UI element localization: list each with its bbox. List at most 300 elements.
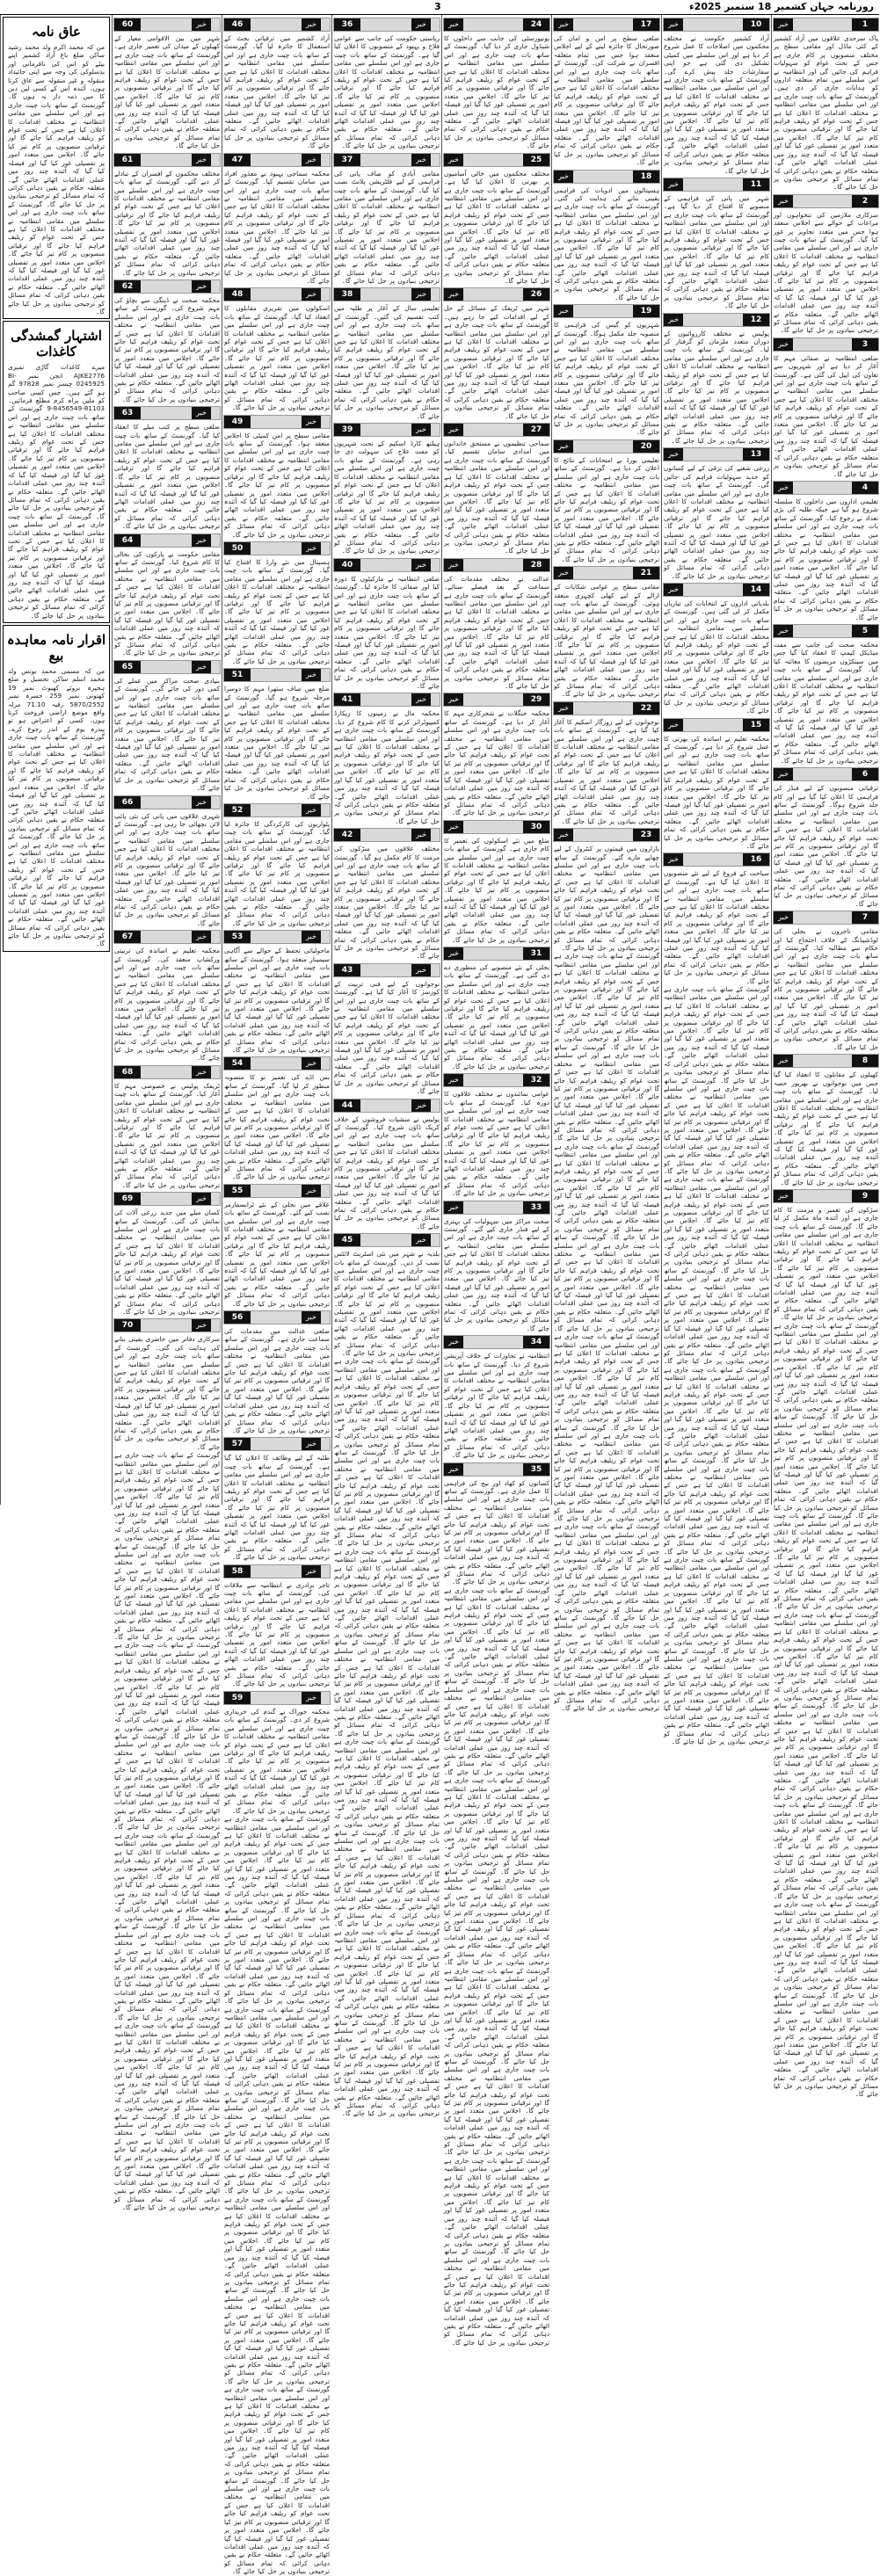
news-item-header bbox=[443, 1201, 550, 1215]
news-item-text: مقامی سطح پر عوامی شکایات کے ازالے کے لیے کھلی کچہری منعقد ہوئی۔ گورنمنٹ کے ساتھ بات چیت جاری ہے اور اس سلسلے میں مقامی انتظامیہ نے مختلف اقدامات کا اعلان کیا ہے جس کے تحت عوام کو ریلیف فراہم کیا جائے گا اور ترقیاتی منصوبوں پر کام تیز کیا جائے گا۔ اجلاس میں متعدد امور پر تفصیلی غور کیا گیا اور فیصلہ کیا گیا کہ آئندہ چند روز میں عملی اقدامات اٹھائے جائیں گے۔ متعلقہ حکام نے یقین دہانی کرائی کہ تمام مسائل کو ترجیحی بنیادوں پر حل کیا جائے گا۔ bbox=[554, 583, 659, 699]
news-label: خبر bbox=[554, 171, 573, 183]
news-item-header bbox=[773, 481, 879, 495]
news-item-header bbox=[773, 624, 879, 638]
news-item-text: محکمہ سماجی بہبود نے معذور افراد میں سامان تقسیم کیا۔ گورنمنٹ کے ساتھ بات چیت جاری ہے اور اس سلسلے میں مقامی انتظامیہ نے مختلف اقدامات کا اعلان کیا ہے جس کے تحت عوام کو ریلیف فراہم کیا جائے گا اور ترقیاتی منصوبوں پر کام تیز کیا جائے گا۔ اجلاس میں متعدد امور پر تفصیلی غور کیا گیا اور فیصلہ کیا گیا کہ آئندہ چند روز میں عملی اقدامات اٹھائے جائیں گے۔ متعلقہ حکام نے یقین دہانی کرائی کہ تمام مسائل کو ترجیحی بنیادوں پر حل کیا جائے گا۔ bbox=[224, 169, 330, 285]
news-item-number: 56 bbox=[224, 1311, 251, 1324]
news-item-header bbox=[553, 439, 660, 454]
page-number: 3 bbox=[434, 1, 441, 12]
news-item-text: مقامی سطح پر امن کمیٹی کا اجلاس منعقد ہوا۔ گورنمنٹ کے ساتھ بات چیت جاری ہے اور اس سلسلے میں مقامی انتظامیہ نے مختلف اقدامات کا اعلان کیا ہے جس کے تحت عوام کو ریلیف فراہم کیا جائے گا اور ترقیاتی منصوبوں پر کام تیز کیا جائے گا۔ اجلاس میں متعدد امور پر تفصیلی غور کیا گیا اور فیصلہ کیا گیا کہ آئندہ چند روز میں عملی اقدامات اٹھائے جائیں گے۔ متعلقہ حکام نے یقین دہانی کرائی کہ تمام مسائل کو ترجیحی بنیادوں پر حل کیا جائے گا۔ bbox=[224, 431, 330, 539]
classified-notice bbox=[3, 321, 110, 623]
news-label: خبر bbox=[411, 829, 431, 841]
news-item-text: ضلعی انتظامیہ نے صفائی مہم کا آغاز کر دیا ہے اور شہریوں سے تعاون کی اپیل کی گئی ہے۔ گورنمنٹ کے ساتھ بات چیت جاری ہے اور اس سلسلے میں مقامی انتظامیہ نے مختلف اقدامات کا اعلان کیا ہے جس کے تحت عوام کو ریلیف فراہم کیا جائے گا اور ترقیاتی منصوبوں پر کام تیز کیا جائے گا۔ اجلاس میں متعدد امور پر تفصیلی غور کیا گیا اور فیصلہ کیا گیا کہ آئندہ چند روز میں عملی اقدامات اٹھائے جائیں گے۔ متعلقہ حکام نے یقین دہانی کرائی کہ تمام مسائل کو ترجیحی بنیادوں پر حل کیا جائے گا۔ bbox=[774, 353, 878, 478]
news-label: خبر bbox=[411, 288, 431, 301]
news-column-continuation: گورنمنٹ کے ساتھ بات چیت جاری ہے اور اس سلسلے میں مقامی انتظامیہ نے مختلف اقدامات کا اعلان کیا ہے جس کے تحت عوام کو ریلیف فراہم کیا جائے گا اور ترقیاتی منصوبوں پر کام تیز کیا جائے گا۔ اجلاس میں متعدد امور پر تفصیلی غور کیا گیا اور فیصلہ کیا گیا کہ آئندہ چند روز میں عملی اقدامات اٹھائے جائیں گے۔ متعلقہ حکام نے یقین دہانی کرائی کہ تمام مسائل کو ترجیحی بنیادوں پر حل کیا جائے گا۔ گورنمنٹ کے ساتھ بات چیت جاری ہے اور اس سلسلے میں مقامی انتظامیہ نے مختلف اقدامات کا اعلان کیا ہے جس کے تحت عوام کو ریلیف فراہم کیا جائے گا اور ترقیاتی منصوبوں پر کام تیز کیا جائے گا۔ اجلاس میں متعدد امور پر تفصیلی غور کیا گیا اور فیصلہ کیا گیا کہ آئندہ چند روز میں عملی اقدامات اٹھائے جائیں گے۔ متعلقہ حکام نے یقین دہانی کرائی کہ تمام مسائل کو ترجیحی بنیادوں پر حل کیا جائے گا۔ گورنمنٹ کے ساتھ بات چیت جاری ہے اور اس سلسلے میں مقامی انتظامیہ نے مختلف اقدامات کا اعلان کیا ہے جس کے تحت عوام کو ریلیف فراہم کیا جائے گا اور ترقیاتی منصوبوں پر کام تیز کیا جائے گا۔ اجلاس میں متعدد امور پر تفصیلی غور کیا گیا اور فیصلہ کیا گیا کہ آئندہ چند روز میں عملی اقدامات اٹھائے جائیں گے۔ متعلقہ حکام نے یقین دہانی کرائی کہ تمام مسائل کو ترجیحی بنیادوں پر حل کیا جائے گا۔ گورنمنٹ کے ساتھ بات چیت جاری ہے اور اس سلسلے میں مقامی انتظامیہ نے مختلف اقدامات کا اعلان کیا ہے جس کے تحت عوام کو ریلیف فراہم کیا جائے گا اور ترقیاتی منصوبوں پر کام تیز کیا جائے گا۔ اجلاس میں متعدد امور پر تفصیلی غور کیا گیا اور فیصلہ کیا گیا کہ آئندہ چند روز میں عملی اقدامات اٹھائے جائیں گے۔ متعلقہ حکام نے یقین دہانی کرائی کہ تمام مسائل کو ترجیحی بنیادوں پر حل کیا جائے گا۔ گورنمنٹ کے ساتھ بات چیت جاری ہے اور اس سلسلے میں مقامی انتظامیہ نے مختلف اقدامات کا اعلان کیا ہے جس کے تحت عوام کو ریلیف فراہم کیا جائے گا اور ترقیاتی منصوبوں پر کام تیز کیا جائے گا۔ اجلاس میں متعدد امور پر تفصیلی غور کیا گیا اور فیصلہ کیا گیا کہ آئندہ چند روز میں عملی اقدامات اٹھائے جائیں گے۔ متعلقہ حکام نے یقین دہانی کرائی کہ تمام مسائل کو ترجیحی بنیادوں پر حل کیا جائے گا۔ گورنمنٹ کے ساتھ بات چیت جاری ہے اور اس سلسلے میں مقامی انتظامیہ نے مختلف اقدامات کا اعلان کیا ہے جس کے تحت عوام کو ریلیف فراہم کیا جائے گا اور ترقیاتی منصوبوں پر کام تیز کیا جائے گا۔ اجلاس میں متعدد امور پر تفصیلی غور کیا گیا اور فیصلہ کیا گیا کہ آئندہ چند روز میں عملی اقدامات اٹھائے جائیں گے۔ متعلقہ حکام نے یقین دہانی کرائی کہ تمام مسائل کو ترجیحی بنیادوں پر حل کیا جائے گا۔ گورنمنٹ کے ساتھ بات چیت جاری ہے اور اس سلسلے میں مقامی انتظامیہ نے مختلف اقدامات کا اعلان کیا ہے جس کے تحت عوام کو ریلیف فراہم کیا جائے گا اور ترقیاتی منصوبوں پر کام تیز کیا جائے گا۔ اجلاس میں متعدد امور پر تفصیلی غور کیا گیا اور فیصلہ کیا گیا کہ آئندہ چند روز میں عملی اقدامات اٹھائے جائیں گے۔ متعلقہ حکام نے یقین دہانی کرائی کہ تمام مسائل کو ترجیحی بنیادوں پر حل کیا جائے گا۔ گورنمنٹ کے ساتھ بات چیت جاری ہے اور اس سلسلے میں مقامی انتظامیہ نے مختلف اقدامات کا اعلان کیا ہے جس کے تحت عوام کو ریلیف فراہم کیا جائے گا اور ترقیاتی منصوبوں پر کام تیز کیا جائے گا۔ اجلاس میں متعدد امور پر تفصیلی غور کیا گیا اور فیصلہ کیا گیا کہ آئندہ چند روز میں عملی اقدامات اٹھائے جائیں گے۔ متعلقہ حکام نے یقین دہانی کرائی کہ تمام مسائل کو ترجیحی بنیادوں پر حل کیا جائے گا۔ bbox=[444, 1586, 549, 2347]
news-item-number: 18 bbox=[633, 171, 659, 183]
classified-notice bbox=[3, 17, 110, 319]
news-label: خبر bbox=[664, 853, 683, 866]
news-item-text: مختلف علاقوں میں سڑکوں کی مرمت کا کام مکمل ہو گیا۔ گورنمنٹ کے ساتھ بات چیت جاری ہے اور اس سلسلے میں مقامی انتظامیہ نے مختلف اقدامات کا اعلان کیا ہے جس کے تحت عوام کو ریلیف فراہم کیا جائے گا اور ترقیاتی منصوبوں پر کام تیز کیا جائے گا۔ اجلاس میں متعدد امور پر تفصیلی غور کیا گیا اور فیصلہ کیا گیا کہ آئندہ چند روز میں عملی اقدامات اٹھائے جائیں گے۔ متعلقہ حکام نے یقین دہانی کرائی کہ تمام مسائل کو ترجیحی بنیادوں پر حل کیا جائے گا۔ bbox=[334, 845, 440, 961]
news-item-text: ترقیاتی منصوبوں کے لیے فنڈز کی فراہمی کا اعلان کیا گیا ہے اور کام جلد شروع ہوگا۔ گورنمنٹ کے ساتھ بات چیت جاری ہے اور اس سلسلے میں مقامی انتظامیہ نے مختلف اقدامات کا اعلان کیا ہے جس کے تحت عوام کو ریلیف فراہم کیا جائے گا اور ترقیاتی منصوبوں پر کام تیز کیا جائے گا۔ اجلاس میں متعدد امور پر تفصیلی غور کیا گیا اور فیصلہ کیا گیا کہ آئندہ چند روز میں عملی اقدامات اٹھائے جائیں گے۔ متعلقہ حکام نے یقین دہانی کرائی کہ تمام مسائل کو ترجیحی بنیادوں پر حل کیا جائے گا۔ bbox=[774, 784, 878, 908]
news-item-number: 34 bbox=[523, 1336, 549, 1348]
news-column-continuation: گورنمنٹ کے ساتھ بات چیت جاری ہے اور اس سلسلے میں مقامی انتظامیہ نے مختلف اقدامات کا اعلان کیا ہے جس کے تحت عوام کو ریلیف فراہم کیا جائے گا اور ترقیاتی منصوبوں پر کام تیز کیا جائے گا۔ اجلاس میں متعدد امور پر تفصیلی غور کیا گیا اور فیصلہ کیا گیا کہ آئندہ چند روز میں عملی اقدامات اٹھائے جائیں گے۔ متعلقہ حکام نے یقین دہانی کرائی کہ تمام مسائل کو ترجیحی بنیادوں پر حل کیا جائے گا۔ گورنمنٹ کے ساتھ بات چیت جاری ہے اور اس سلسلے میں مقامی انتظامیہ نے مختلف اقدامات کا اعلان کیا ہے جس کے تحت عوام کو ریلیف فراہم کیا جائے گا اور ترقیاتی منصوبوں پر کام تیز کیا جائے گا۔ اجلاس میں متعدد امور پر تفصیلی غور کیا گیا اور فیصلہ کیا گیا کہ آئندہ چند روز میں عملی اقدامات اٹھائے جائیں گے۔ متعلقہ حکام نے یقین دہانی کرائی کہ تمام مسائل کو ترجیحی بنیادوں پر حل کیا جائے گا۔ گورنمنٹ کے ساتھ بات چیت جاری ہے اور اس سلسلے میں مقامی انتظامیہ نے مختلف اقدامات کا اعلان کیا ہے جس کے تحت عوام کو ریلیف فراہم کیا جائے گا اور ترقیاتی منصوبوں پر کام تیز کیا جائے گا۔ اجلاس میں متعدد امور پر تفصیلی غور کیا گیا اور فیصلہ کیا گیا کہ آئندہ چند روز میں عملی اقدامات اٹھائے جائیں گے۔ متعلقہ حکام نے یقین دہانی کرائی کہ تمام مسائل کو ترجیحی بنیادوں پر حل کیا جائے گا۔ گورنمنٹ کے ساتھ بات چیت جاری ہے اور اس سلسلے میں مقامی انتظامیہ نے مختلف اقدامات کا اعلان کیا ہے جس کے تحت عوام کو ریلیف فراہم کیا جائے گا اور ترقیاتی منصوبوں پر کام تیز کیا جائے گا۔ اجلاس میں متعدد امور پر تفصیلی غور کیا گیا اور فیصلہ کیا گیا کہ آئندہ چند روز میں عملی اقدامات اٹھائے جائیں گے۔ متعلقہ حکام نے یقین دہانی کرائی کہ تمام مسائل کو ترجیحی بنیادوں پر حل کیا جائے گا۔ گورنمنٹ کے ساتھ بات چیت جاری ہے اور اس سلسلے میں مقامی انتظامیہ نے مختلف اقدامات کا اعلان کیا ہے جس کے تحت عوام کو ریلیف فراہم کیا جائے گا اور ترقیاتی منصوبوں پر کام تیز کیا جائے گا۔ اجلاس میں متعدد امور پر تفصیلی غور کیا گیا اور فیصلہ کیا گیا کہ آئندہ چند روز میں عملی اقدامات اٹھائے جائیں گے۔ متعلقہ حکام نے یقین دہانی کرائی کہ تمام مسائل کو ترجیحی بنیادوں پر حل کیا جائے گا۔ گورنمنٹ کے ساتھ بات چیت جاری ہے اور اس سلسلے میں مقامی انتظامیہ نے مختلف اقدامات کا اعلان کیا ہے جس کے تحت عوام کو ریلیف فراہم کیا جائے گا اور ترقیاتی منصوبوں پر کام تیز کیا جائے گا۔ اجلاس میں متعدد امور پر تفصیلی غور کیا گیا اور فیصلہ کیا گیا کہ آئندہ چند روز میں عملی اقدامات اٹھائے جائیں گے۔ متعلقہ حکام نے یقین دہانی کرائی کہ تمام مسائل کو ترجیحی بنیادوں پر حل کیا جائے گا۔ گورنمنٹ کے ساتھ بات چیت جاری ہے اور اس سلسلے میں مقامی انتظامیہ نے مختلف اقدامات کا اعلان کیا ہے جس کے تحت عوام کو ریلیف فراہم کیا جائے گا اور ترقیاتی منصوبوں پر کام تیز کیا جائے گا۔ اجلاس میں متعدد امور پر تفصیلی غور کیا گیا اور فیصلہ کیا گیا کہ آئندہ چند روز میں عملی اقدامات اٹھائے جائیں گے۔ متعلقہ حکام نے یقین دہانی کرائی کہ تمام مسائل کو ترجیحی بنیادوں پر حل کیا جائے گا۔ گورنمنٹ کے ساتھ بات چیت جاری ہے اور اس سلسلے میں مقامی انتظامیہ نے مختلف اقدامات کا اعلان کیا ہے جس کے تحت عوام کو ریلیف فراہم کیا جائے گا اور ترقیاتی منصوبوں پر کام تیز کیا جائے گا۔ اجلاس میں متعدد امور پر تفصیلی غور کیا گیا اور فیصلہ کیا گیا کہ آئندہ چند روز میں عملی اقدامات اٹھائے جائیں گے۔ متعلقہ حکام نے یقین دہانی کرائی کہ تمام مسائل کو ترجیحی بنیادوں پر حل کیا جائے گا۔ bbox=[774, 1321, 878, 2099]
news-item-number: 69 bbox=[114, 1193, 141, 1205]
news-item-number: 13 bbox=[743, 448, 769, 461]
news-item-number: 1 bbox=[852, 18, 878, 31]
news-item-header bbox=[113, 1065, 221, 1079]
news-label: خبر bbox=[411, 18, 431, 31]
news-label: خبر bbox=[664, 584, 683, 596]
news-item-text: انتظامیہ نے تجاوزات کے خلاف آپریشن شروع کر دیا۔ گورنمنٹ کے ساتھ بات چیت جاری ہے اور اس سلسلے میں مقامی انتظامیہ نے مختلف اقدامات کا اعلان کیا ہے جس کے تحت عوام کو ریلیف فراہم کیا جائے گا اور ترقیاتی منصوبوں پر کام تیز کیا جائے گا۔ اجلاس میں متعدد امور پر تفصیلی غور کیا گیا اور فیصلہ کیا گیا کہ آئندہ چند روز میں عملی اقدامات اٹھائے جائیں گے۔ متعلقہ حکام نے یقین دہانی کرائی کہ تمام مسائل کو ترجیحی بنیادوں پر حل کیا جائے گا۔ bbox=[444, 1352, 549, 1460]
news-label: خبر bbox=[192, 661, 211, 673]
news-item-text: محکمہ مال نے زمینوں کا ریکارڈ کمپیوٹرائز کرنے کا کام شروع کر دیا۔ گورنمنٹ کے ساتھ بات چیت جاری ہے اور اس سلسلے میں مقامی انتظامیہ نے مختلف اقدامات کا اعلان کیا ہے جس کے تحت عوام کو ریلیف فراہم کیا جائے گا اور ترقیاتی منصوبوں پر کام تیز کیا جائے گا۔ اجلاس میں متعدد امور پر تفصیلی غور کیا گیا اور فیصلہ کیا گیا کہ آئندہ چند روز میں عملی اقدامات اٹھائے جائیں گے۔ متعلقہ حکام نے یقین دہانی کرائی کہ تمام مسائل کو ترجیحی بنیادوں پر حل کیا جائے گا۔ bbox=[334, 709, 440, 825]
news-item-number: 35 bbox=[523, 1463, 549, 1476]
news-item-text: محکمہ جنگلات نے شجرکاری مہم کا آغاز کر دیا ہے۔ گورنمنٹ کے ساتھ بات چیت جاری ہے اور اس سلسلے میں مقامی انتظامیہ نے مختلف اقدامات کا اعلان کیا ہے جس کے تحت عوام کو ریلیف فراہم کیا جائے گا اور ترقیاتی منصوبوں پر کام تیز کیا جائے گا۔ اجلاس میں متعدد امور پر تفصیلی غور کیا گیا اور فیصلہ کیا گیا کہ آئندہ چند روز میں عملی اقدامات اٹھائے جائیں گے۔ متعلقہ حکام نے یقین دہانی کرائی کہ تمام مسائل کو ترجیحی بنیادوں پر حل کیا جائے گا۔ bbox=[444, 709, 549, 817]
news-label: خبر bbox=[192, 534, 211, 547]
news-label: خبر bbox=[444, 947, 463, 960]
news-item-number: 3 bbox=[852, 338, 878, 351]
news-label: خبر bbox=[444, 1201, 463, 1214]
notice-title: اقرار نامہ معاہدہ بیع bbox=[6, 632, 106, 664]
news-item-header bbox=[443, 820, 550, 834]
news-item-text: سڑکوں کی تعمیر و مرمت کا کام جاری ہے اور آئندہ ماہ مکمل کر لیا جائے گا۔ گورنمنٹ کے ساتھ بات چیت جاری ہے اور اس سلسلے میں مقامی انتظامیہ نے مختلف اقدامات کا اعلان کیا ہے جس کے تحت عوام کو ریلیف فراہم کیا جائے گا اور ترقیاتی منصوبوں پر کام تیز کیا جائے گا۔ اجلاس میں متعدد امور پر تفصیلی غور کیا گیا اور فیصلہ کیا گیا کہ آئندہ چند روز میں عملی اقدامات اٹھائے جائیں گے۔ متعلقہ حکام نے یقین دہانی کرائی کہ تمام مسائل کو ترجیحی بنیادوں پر حل کیا جائے گا۔ bbox=[774, 1205, 878, 1322]
news-label: خبر bbox=[444, 1463, 463, 1476]
news-item-number: 52 bbox=[224, 804, 251, 816]
news-item-text: محکمہ صحت کی جانب سے مفت میڈیکل کیمپ کا انعقاد کیا گیا جس میں سینکڑوں مریضوں کا معائنہ کیا گیا۔ گورنمنٹ کے ساتھ بات چیت جاری ہے اور اس سلسلے میں مقامی انتظامیہ نے مختلف اقدامات کا اعلان کیا ہے جس کے تحت عوام کو ریلیف فراہم کیا جائے گا اور ترقیاتی منصوبوں پر کام تیز کیا جائے گا۔ اجلاس میں متعدد امور پر تفصیلی غور کیا گیا اور فیصلہ کیا گیا کہ آئندہ چند روز میں عملی اقدامات اٹھائے جائیں گے۔ متعلقہ حکام نے یقین دہانی کرائی کہ تمام مسائل کو ترجیحی بنیادوں پر حل کیا جائے گا۔ bbox=[774, 641, 878, 765]
news-item-header bbox=[333, 1233, 440, 1247]
news-label: خبر bbox=[302, 1057, 321, 1070]
news-column-continuation: گورنمنٹ کے ساتھ بات چیت جاری ہے اور اس سلسلے میں مقامی انتظامیہ نے مختلف اقدامات کا اعلان کیا ہے جس کے تحت عوام کو ریلیف فراہم کیا جائے گا اور ترقیاتی منصوبوں پر کام تیز کیا جائے گا۔ اجلاس میں متعدد امور پر تفصیلی غور کیا گیا اور فیصلہ کیا گیا کہ آئندہ چند روز میں عملی اقدامات اٹھائے جائیں گے۔ متعلقہ حکام نے یقین دہانی کرائی کہ تمام مسائل کو ترجیحی بنیادوں پر حل کیا جائے گا۔ گورنمنٹ کے ساتھ بات چیت جاری ہے اور اس سلسلے میں مقامی انتظامیہ نے مختلف اقدامات کا اعلان کیا ہے جس کے تحت عوام کو ریلیف فراہم کیا جائے گا اور ترقیاتی منصوبوں پر کام تیز کیا جائے گا۔ اجلاس میں متعدد امور پر تفصیلی غور کیا گیا اور فیصلہ کیا گیا کہ آئندہ چند روز میں عملی اقدامات اٹھائے جائیں گے۔ متعلقہ حکام نے یقین دہانی کرائی کہ تمام مسائل کو ترجیحی بنیادوں پر حل کیا جائے گا۔ گورنمنٹ کے ساتھ بات چیت جاری ہے اور اس سلسلے میں مقامی انتظامیہ نے مختلف اقدامات کا اعلان کیا ہے جس کے تحت عوام کو ریلیف فراہم کیا جائے گا اور ترقیاتی منصوبوں پر کام تیز کیا جائے گا۔ اجلاس میں متعدد امور پر تفصیلی غور کیا گیا اور فیصلہ کیا گیا کہ آئندہ چند روز میں عملی اقدامات اٹھائے جائیں گے۔ متعلقہ حکام نے یقین دہانی کرائی کہ تمام مسائل کو ترجیحی بنیادوں پر حل کیا جائے گا۔ گورنمنٹ کے ساتھ بات چیت جاری ہے اور اس سلسلے میں مقامی انتظامیہ نے مختلف اقدامات کا اعلان کیا ہے جس کے تحت عوام کو ریلیف فراہم کیا جائے گا اور ترقیاتی منصوبوں پر کام تیز کیا جائے گا۔ اجلاس میں متعدد امور پر تفصیلی غور کیا گیا اور فیصلہ کیا گیا کہ آئندہ چند روز میں عملی اقدامات اٹھائے جائیں گے۔ متعلقہ حکام نے یقین دہانی کرائی کہ تمام مسائل کو ترجیحی بنیادوں پر حل کیا جائے گا۔ گورنمنٹ کے ساتھ بات چیت جاری ہے اور اس سلسلے میں مقامی انتظامیہ نے مختلف اقدامات کا اعلان کیا ہے جس کے تحت عوام کو ریلیف فراہم کیا جائے گا اور ترقیاتی منصوبوں پر کام تیز کیا جائے گا۔ اجلاس میں متعدد امور پر تفصیلی غور کیا گیا اور فیصلہ کیا گیا کہ آئندہ چند روز میں عملی اقدامات اٹھائے جائیں گے۔ متعلقہ حکام نے یقین دہانی کرائی کہ تمام مسائل کو ترجیحی بنیادوں پر حل کیا جائے گا۔ گورنمنٹ کے ساتھ بات چیت جاری ہے اور اس سلسلے میں مقامی انتظامیہ نے مختلف اقدامات کا اعلان کیا ہے جس کے تحت عوام کو ریلیف فراہم کیا جائے گا اور ترقیاتی منصوبوں پر کام تیز کیا جائے گا۔ اجلاس میں متعدد امور پر تفصیلی غور کیا گیا اور فیصلہ کیا گیا کہ آئندہ چند روز میں عملی اقدامات اٹھائے جائیں گے۔ متعلقہ حکام نے یقین دہانی کرائی کہ تمام مسائل کو ترجیحی بنیادوں پر حل کیا جائے گا۔ گورنمنٹ کے ساتھ بات چیت جاری ہے اور اس سلسلے میں مقامی انتظامیہ نے مختلف اقدامات کا اعلان کیا ہے جس کے تحت عوام کو ریلیف فراہم کیا جائے گا اور ترقیاتی منصوبوں پر کام تیز کیا جائے گا۔ اجلاس میں متعدد امور پر تفصیلی غور کیا گیا اور فیصلہ کیا گیا کہ آئندہ چند روز میں عملی اقدامات اٹھائے جائیں گے۔ متعلقہ حکام نے یقین دہانی کرائی کہ تمام مسائل کو ترجیحی بنیادوں پر حل کیا جائے گا۔ گورنمنٹ کے ساتھ بات چیت جاری ہے اور اس سلسلے میں مقامی انتظامیہ نے مختلف اقدامات کا اعلان کیا ہے جس کے تحت عوام کو ریلیف فراہم کیا جائے گا اور ترقیاتی منصوبوں پر کام تیز کیا جائے گا۔ اجلاس میں متعدد امور پر تفصیلی غور کیا گیا اور فیصلہ کیا گیا کہ آئندہ چند روز میں عملی اقدامات اٹھائے جائیں گے۔ متعلقہ حکام نے یقین دہانی کرائی کہ تمام مسائل کو ترجیحی بنیادوں پر حل کیا جائے گا۔ bbox=[664, 985, 769, 1745]
news-item-header bbox=[443, 947, 550, 961]
news-item-text: طلبہ کے لیے وظائف کا اعلان کیا گیا ہے۔ گورنمنٹ کے ساتھ بات چیت جاری ہے اور اس سلسلے میں مقامی انتظامیہ نے مختلف اقدامات کا اعلان کیا ہے جس کے تحت عوام کو ریلیف فراہم کیا جائے گا اور ترقیاتی منصوبوں پر کام تیز کیا جائے گا۔ اجلاس میں متعدد امور پر تفصیلی غور کیا گیا اور فیصلہ کیا گیا کہ آئندہ چند روز میں عملی اقدامات اٹھائے جائیں گے۔ متعلقہ حکام نے یقین دہانی کرائی کہ تمام مسائل کو ترجیحی بنیادوں پر حل کیا جائے گا۔ bbox=[224, 1454, 330, 1562]
news-item-header bbox=[773, 911, 879, 925]
news-label: خبر bbox=[302, 1185, 321, 1197]
news-item-text: تعلیمی بورڈ نے امتحانات کے نتائج کا اعلان کر دیا ہے۔ گورنمنٹ کے ساتھ بات چیت جاری ہے اور اس سلسلے میں مقامی انتظامیہ نے مختلف اقدامات کا اعلان کیا ہے جس کے تحت عوام کو ریلیف فراہم کیا جائے گا اور ترقیاتی منصوبوں پر کام تیز کیا جائے گا۔ اجلاس میں متعدد امور پر تفصیلی غور کیا گیا اور فیصلہ کیا گیا کہ آئندہ چند روز میں عملی اقدامات اٹھائے جائیں گے۔ متعلقہ حکام نے یقین دہانی کرائی کہ تمام مسائل کو ترجیحی بنیادوں پر حل کیا جائے گا۔ bbox=[554, 455, 659, 563]
news-item-text: بلدیاتی اداروں کے انتخابات کی تیاریاں مکمل کر لی گئی ہیں۔ گورنمنٹ کے ساتھ بات چیت جاری ہے اور اس سلسلے میں مقامی انتظامیہ نے مختلف اقدامات کا اعلان کیا ہے جس کے تحت عوام کو ریلیف فراہم کیا جائے گا اور ترقیاتی منصوبوں پر کام تیز کیا جائے گا۔ اجلاس میں متعدد امور پر تفصیلی غور کیا گیا اور فیصلہ کیا گیا کہ آئندہ چند روز میں عملی اقدامات اٹھائے جائیں گے۔ متعلقہ حکام نے یقین دہانی کرائی کہ تمام مسائل کو ترجیحی بنیادوں پر حل کیا جائے گا۔ bbox=[664, 599, 769, 715]
news-item-header bbox=[443, 1335, 550, 1349]
news-item-text: ماحولیاتی تحفظ کے حوالے سے آگاہی سیمینار منعقد ہوا۔ گورنمنٹ کے ساتھ بات چیت جاری ہے اور اس سلسلے میں مقامی انتظامیہ نے مختلف اقدامات کا اعلان کیا ہے جس کے تحت عوام کو ریلیف فراہم کیا جائے گا اور ترقیاتی منصوبوں پر کام تیز کیا جائے گا۔ اجلاس میں متعدد امور پر تفصیلی غور کیا گیا اور فیصلہ کیا گیا کہ آئندہ چند روز میں عملی اقدامات اٹھائے جائیں گے۔ متعلقہ حکام نے یقین دہانی کرائی کہ تمام مسائل کو ترجیحی بنیادوں پر حل کیا جائے گا۔ bbox=[224, 947, 330, 1055]
news-item-number: 31 bbox=[523, 947, 549, 960]
news-item-header bbox=[443, 1073, 550, 1087]
news-item-number: 19 bbox=[633, 305, 659, 317]
news-label: خبر bbox=[192, 154, 211, 166]
news-item-text: بجلی کے نئے منصوبے کی منظوری دے دی گئی ہے۔ گورنمنٹ کے ساتھ بات چیت جاری ہے اور اس سلسلے میں مقامی انتظامیہ نے مختلف اقدامات کا اعلان کیا ہے جس کے تحت عوام کو ریلیف فراہم کیا جائے گا اور ترقیاتی منصوبوں پر کام تیز کیا جائے گا۔ اجلاس میں متعدد امور پر تفصیلی غور کیا گیا اور فیصلہ کیا گیا کہ آئندہ چند روز میں عملی اقدامات اٹھائے جائیں گے۔ متعلقہ حکام نے یقین دہانی کرائی کہ تمام مسائل کو ترجیحی بنیادوں پر حل کیا جائے گا۔ bbox=[444, 963, 549, 1070]
news-label: خبر bbox=[302, 154, 321, 166]
news-column-continuation: گورنمنٹ کے ساتھ بات چیت جاری ہے اور اس سلسلے میں مقامی انتظامیہ نے مختلف اقدامات کا اعلان کیا ہے جس کے تحت عوام کو ریلیف فراہم کیا جائے گا اور ترقیاتی منصوبوں پر کام تیز کیا جائے گا۔ اجلاس میں متعدد امور پر تفصیلی غور کیا گیا اور فیصلہ کیا گیا کہ آئندہ چند روز میں عملی اقدامات اٹھائے جائیں گے۔ متعلقہ حکام نے یقین دہانی کرائی کہ تمام مسائل کو ترجیحی بنیادوں پر حل کیا جائے گا۔ گورنمنٹ کے ساتھ بات چیت جاری ہے اور اس سلسلے میں مقامی انتظامیہ نے مختلف اقدامات کا اعلان کیا ہے جس کے تحت عوام کو ریلیف فراہم کیا جائے گا اور ترقیاتی منصوبوں پر کام تیز کیا جائے گا۔ اجلاس میں متعدد امور پر تفصیلی غور کیا گیا اور فیصلہ کیا گیا کہ آئندہ چند روز میں عملی اقدامات اٹھائے جائیں گے۔ متعلقہ حکام نے یقین دہانی کرائی کہ تمام مسائل کو ترجیحی بنیادوں پر حل کیا جائے گا۔ گورنمنٹ کے ساتھ بات چیت جاری ہے اور اس سلسلے میں مقامی انتظامیہ نے مختلف اقدامات کا اعلان کیا ہے جس کے تحت عوام کو ریلیف فراہم کیا جائے گا اور ترقیاتی منصوبوں پر کام تیز کیا جائے گا۔ اجلاس میں متعدد امور پر تفصیلی غور کیا گیا اور فیصلہ کیا گیا کہ آئندہ چند روز میں عملی اقدامات اٹھائے جائیں گے۔ متعلقہ حکام نے یقین دہانی کرائی کہ تمام مسائل کو ترجیحی بنیادوں پر حل کیا جائے گا۔ گورنمنٹ کے ساتھ بات چیت جاری ہے اور اس سلسلے میں مقامی انتظامیہ نے مختلف اقدامات کا اعلان کیا ہے جس کے تحت عوام کو ریلیف فراہم کیا جائے گا اور ترقیاتی منصوبوں پر کام تیز کیا جائے گا۔ اجلاس میں متعدد امور پر تفصیلی غور کیا گیا اور فیصلہ کیا گیا کہ آئندہ چند روز میں عملی اقدامات اٹھائے جائیں گے۔ متعلقہ حکام نے یقین دہانی کرائی کہ تمام مسائل کو ترجیحی بنیادوں پر حل کیا جائے گا۔ گورنمنٹ کے ساتھ بات چیت جاری ہے اور اس سلسلے میں مقامی انتظامیہ نے مختلف اقدامات کا اعلان کیا ہے جس کے تحت عوام کو ریلیف فراہم کیا جائے گا اور ترقیاتی منصوبوں پر کام تیز کیا جائے گا۔ اجلاس میں متعدد امور پر تفصیلی غور کیا گیا اور فیصلہ کیا گیا کہ آئندہ چند روز میں عملی اقدامات اٹھائے جائیں گے۔ متعلقہ حکام نے یقین دہانی کرائی کہ تمام مسائل کو ترجیحی بنیادوں پر حل کیا جائے گا۔ گورنمنٹ کے ساتھ بات چیت جاری ہے اور اس سلسلے میں مقامی انتظامیہ نے مختلف اقدامات کا اعلان کیا ہے جس کے تحت عوام کو ریلیف فراہم کیا جائے گا اور ترقیاتی منصوبوں پر کام تیز کیا جائے گا۔ اجلاس میں متعدد امور پر تفصیلی غور کیا گیا اور فیصلہ کیا گیا کہ آئندہ چند روز میں عملی اقدامات اٹھائے جائیں گے۔ متعلقہ حکام نے یقین دہانی کرائی کہ تمام مسائل کو ترجیحی بنیادوں پر حل کیا جائے گا۔ گورنمنٹ کے ساتھ بات چیت جاری ہے اور اس سلسلے میں مقامی انتظامیہ نے مختلف اقدامات کا اعلان کیا ہے جس کے تحت عوام کو ریلیف فراہم کیا جائے گا اور ترقیاتی منصوبوں پر کام تیز کیا جائے گا۔ اجلاس میں متعدد امور پر تفصیلی غور کیا گیا اور فیصلہ کیا گیا کہ آئندہ چند روز میں عملی اقدامات اٹھائے جائیں گے۔ متعلقہ حکام نے یقین دہانی کرائی کہ تمام مسائل کو ترجیحی بنیادوں پر حل کیا جائے گا۔ گورنمنٹ کے ساتھ بات چیت جاری ہے اور اس سلسلے میں مقامی انتظامیہ نے مختلف اقدامات کا اعلان کیا ہے جس کے تحت عوام کو ریلیف فراہم کیا جائے گا اور ترقیاتی منصوبوں پر کام تیز کیا جائے گا۔ اجلاس میں متعدد امور پر تفصیلی غور کیا گیا اور فیصلہ کیا گیا کہ آئندہ چند روز میں عملی اقدامات اٹھائے جائیں گے۔ متعلقہ حکام نے یقین دہانی کرائی کہ تمام مسائل کو ترجیحی بنیادوں پر حل کیا جائے گا۔ bbox=[334, 1357, 440, 2118]
news-item-text: محکمہ تعلیم نے اساتذہ کی تربیتی ورکشاپ منعقد کی۔ گورنمنٹ کے ساتھ بات چیت جاری ہے اور اس سلسلے میں مقامی انتظامیہ نے مختلف اقدامات کا اعلان کیا ہے جس کے تحت عوام کو ریلیف فراہم کیا جائے گا اور ترقیاتی منصوبوں پر کام تیز کیا جائے گا۔ اجلاس میں متعدد امور پر تفصیلی غور کیا گیا اور فیصلہ کیا گیا کہ آئندہ چند روز میں عملی اقدامات اٹھائے جائیں گے۔ متعلقہ حکام نے یقین دہانی کرائی کہ تمام مسائل کو ترجیحی بنیادوں پر حل کیا جائے گا۔ bbox=[114, 947, 220, 1063]
news-item-number: 23 bbox=[633, 829, 659, 841]
news-item-number: 37 bbox=[334, 154, 360, 166]
news-item-number: 12 bbox=[743, 314, 769, 326]
news-item-header bbox=[553, 304, 660, 318]
news-label: خبر bbox=[192, 1066, 211, 1078]
news-item-number: 36 bbox=[334, 18, 360, 31]
news-item-text: مقامی حکومت نے پارکوں کی بحالی کا کام شروع کیا۔ گورنمنٹ کے ساتھ بات چیت جاری ہے اور اس سلسلے میں مقامی انتظامیہ نے مختلف اقدامات کا اعلان کیا ہے جس کے تحت عوام کو ریلیف فراہم کیا جائے گا اور ترقیاتی منصوبوں پر کام تیز کیا جائے گا۔ اجلاس میں متعدد امور پر تفصیلی غور کیا گیا اور فیصلہ کیا گیا کہ آئندہ چند روز میں عملی اقدامات اٹھائے جائیں گے۔ متعلقہ حکام نے یقین دہانی کرائی کہ تمام مسائل کو ترجیحی بنیادوں پر حل کیا جائے گا۔ bbox=[114, 549, 220, 657]
news-label: خبر bbox=[411, 693, 431, 706]
news-item-header bbox=[773, 194, 879, 208]
news-item-text: محکمہ تعلیم نے اساتذہ کی بھرتی کا عمل شروع کر دیا ہے۔ گورنمنٹ کے ساتھ بات چیت جاری ہے اور اس سلسلے میں مقامی انتظامیہ نے مختلف اقدامات کا اعلان کیا ہے جس کے تحت عوام کو ریلیف فراہم کیا جائے گا اور ترقیاتی منصوبوں پر کام تیز کیا جائے گا۔ اجلاس میں متعدد امور پر تفصیلی غور کیا گیا اور فیصلہ کیا گیا کہ آئندہ چند روز میں عملی اقدامات اٹھائے جائیں گے۔ متعلقہ حکام نے یقین دہانی کرائی کہ تمام مسائل کو ترجیحی بنیادوں پر حل کیا جائے گا۔ bbox=[664, 734, 769, 850]
news-item-text: شہر میں ٹریفک کے مسائل کے حل کے لیے اقدامات کیے جا رہے ہیں۔ گورنمنٹ کے ساتھ بات چیت جاری ہے اور اس سلسلے میں مقامی انتظامیہ نے مختلف اقدامات کا اعلان کیا ہے جس کے تحت عوام کو ریلیف فراہم کیا جائے گا اور ترقیاتی منصوبوں پر کام تیز کیا جائے گا۔ اجلاس میں متعدد امور پر تفصیلی غور کیا گیا اور فیصلہ کیا گیا کہ آئندہ چند روز میں عملی اقدامات اٹھائے جائیں گے۔ متعلقہ حکام نے یقین دہانی کرائی کہ تمام مسائل کو ترجیحی بنیادوں پر حل کیا جائے گا۔ bbox=[444, 304, 549, 420]
news-item-text: کھیلوں کے مقابلوں کا انعقاد کیا گیا جس میں نوجوانوں نے بھرپور حصہ لیا۔ گورنمنٹ کے ساتھ بات چیت جاری ہے اور اس سلسلے میں مقامی انتظامیہ نے مختلف اقدامات کا اعلان کیا ہے جس کے تحت عوام کو ریلیف فراہم کیا جائے گا اور ترقیاتی منصوبوں پر کام تیز کیا جائے گا۔ اجلاس میں متعدد امور پر تفصیلی غور کیا گیا اور فیصلہ کیا گیا کہ آئندہ چند روز میں عملی اقدامات اٹھائے جائیں گے۔ متعلقہ حکام نے یقین دہانی کرائی کہ تمام مسائل کو ترجیحی بنیادوں پر حل کیا جائے گا۔ bbox=[774, 1070, 878, 1186]
news-item-header bbox=[663, 313, 770, 327]
news-item-number: 44 bbox=[334, 1099, 360, 1112]
news-item-number: 9 bbox=[852, 1190, 878, 1202]
news-item-number: 67 bbox=[114, 931, 141, 943]
news-item-header bbox=[553, 701, 660, 715]
news-item-text: عدالت نے مختلف مقدمات کی سماعت کے بعد فیصلے سنائے۔ گورنمنٹ کے ساتھ بات چیت جاری ہے اور اس سلسلے میں مقامی انتظامیہ نے مختلف اقدامات کا اعلان کیا ہے جس کے تحت عوام کو ریلیف فراہم کیا جائے گا اور ترقیاتی منصوبوں پر کام تیز کیا جائے گا۔ اجلاس میں متعدد امور پر تفصیلی غور کیا گیا اور فیصلہ کیا گیا کہ آئندہ چند روز میں عملی اقدامات اٹھائے جائیں گے۔ متعلقہ حکام نے یقین دہانی کرائی کہ تمام مسائل کو ترجیحی بنیادوں پر حل کیا جائے گا۔ bbox=[444, 574, 549, 691]
news-column bbox=[112, 15, 222, 2212]
news-item-text: پٹواریوں کی کارکردگی کا جائزہ لیا گیا۔ گورنمنٹ کے ساتھ بات چیت جاری ہے اور اس سلسلے میں مقامی انتظامیہ نے مختلف اقدامات کا اعلان کیا ہے جس کے تحت عوام کو ریلیف فراہم کیا جائے گا اور ترقیاتی منصوبوں پر کام تیز کیا جائے گا۔ اجلاس میں متعدد امور پر تفصیلی غور کیا گیا اور فیصلہ کیا گیا کہ آئندہ چند روز میں عملی اقدامات اٹھائے جائیں گے۔ متعلقہ حکام نے یقین دہانی کرائی کہ تمام مسائل کو ترجیحی بنیادوں پر حل کیا جائے گا۔ bbox=[224, 819, 330, 927]
news-item-header bbox=[773, 18, 879, 32]
news-label: خبر bbox=[774, 911, 793, 924]
columns-area bbox=[0, 15, 879, 2576]
news-item-number: 10 bbox=[743, 18, 769, 31]
news-label: خبر bbox=[554, 567, 573, 579]
news-item-text: آزاد کشمیر حکومت نے مختلف محکموں میں اصلاحات کا عمل شروع کر دیا ہے اور اس سلسلے میں کمیٹی تشکیل دی گئی ہے جو اپنی سفارشات جلد پیش کرے گی۔ گورنمنٹ کے ساتھ بات چیت جاری ہے اور اس سلسلے میں مقامی انتظامیہ نے مختلف اقدامات کا اعلان کیا ہے جس کے تحت عوام کو ریلیف فراہم کیا جائے گا اور ترقیاتی منصوبوں پر کام تیز کیا جائے گا۔ اجلاس میں متعدد امور پر تفصیلی غور کیا گیا اور فیصلہ کیا گیا کہ آئندہ چند روز میں عملی اقدامات اٹھائے جائیں گے۔ متعلقہ حکام نے یقین دہانی کرائی کہ تمام مسائل کو ترجیحی بنیادوں پر حل کیا جائے گا۔ bbox=[664, 34, 769, 175]
news-item-text: پاک سرحدی علاقوں میں آزاد کشمیر کے کئی ماڈل اور مقامی سطح پر مختلف منصوبوں پر کام جاری ہے جس کے تحت عوام کو سہولیات فراہم کی جائیں گی اور انتظامیہ نے اس سلسلے میں تمام متعلقہ اداروں کو ہدایات جاری کر دی ہیں۔ گورنمنٹ کے ساتھ بات چیت جاری ہے اور اس سلسلے میں مقامی انتظامیہ نے مختلف اقدامات کا اعلان کیا ہے جس کے تحت عوام کو ریلیف فراہم کیا جائے گا اور ترقیاتی منصوبوں پر کام تیز کیا جائے گا۔ اجلاس میں متعدد امور پر تفصیلی غور کیا گیا اور فیصلہ کیا گیا کہ آئندہ چند روز میں عملی اقدامات اٹھائے جائیں گے۔ متعلقہ حکام نے یقین دہانی کرائی کہ تمام مسائل کو ترجیحی بنیادوں پر حل کیا جائے گا۔ bbox=[774, 34, 878, 192]
news-item-header bbox=[333, 153, 440, 167]
news-item-header bbox=[663, 447, 770, 461]
news-item-header bbox=[553, 566, 660, 580]
news-item-header bbox=[773, 1054, 879, 1068]
news-item-header bbox=[223, 1691, 331, 1705]
news-item-text: زرعی شعبے کی ترقی کے لیے کسانوں کو جدید سہولیات فراہم کی جائیں گی۔ گورنمنٹ کے ساتھ بات چیت جاری ہے اور اس سلسلے میں مقامی انتظامیہ نے مختلف اقدامات کا اعلان کیا ہے جس کے تحت عوام کو ریلیف فراہم کیا جائے گا اور ترقیاتی منصوبوں پر کام تیز کیا جائے گا۔ اجلاس میں متعدد امور پر تفصیلی غور کیا گیا اور فیصلہ کیا گیا کہ آئندہ چند روز میں عملی اقدامات اٹھائے جائیں گے۔ متعلقہ حکام نے یقین دہانی کرائی کہ تمام مسائل کو ترجیحی بنیادوں پر حل کیا جائے گا۔ bbox=[664, 464, 769, 580]
news-item-text: ٹریفک پولیس نے خصوصی مہم کا آغاز کیا۔ گورنمنٹ کے ساتھ بات چیت جاری ہے اور اس سلسلے میں مقامی انتظامیہ نے مختلف اقدامات کا اعلان کیا ہے جس کے تحت عوام کو ریلیف فراہم کیا جائے گا اور ترقیاتی منصوبوں پر کام تیز کیا جائے گا۔ اجلاس میں متعدد امور پر تفصیلی غور کیا گیا اور فیصلہ کیا گیا کہ آئندہ چند روز میں عملی اقدامات اٹھائے جائیں گے۔ متعلقہ حکام نے یقین دہانی کرائی کہ تمام مسائل کو ترجیحی بنیادوں پر حل کیا جائے گا۔ bbox=[114, 1081, 220, 1189]
news-item-text: ہیلتھ کارڈ اسکیم کے تحت شہریوں کو مفت علاج کی سہولت دی جا رہی ہے۔ گورنمنٹ کے ساتھ بات چیت جاری ہے اور اس سلسلے میں مقامی انتظامیہ نے مختلف اقدامات کا اعلان کیا ہے جس کے تحت عوام کو ریلیف فراہم کیا جائے گا اور ترقیاتی منصوبوں پر کام تیز کیا جائے گا۔ اجلاس میں متعدد امور پر تفصیلی غور کیا گیا اور فیصلہ کیا گیا کہ آئندہ چند روز میں عملی اقدامات اٹھائے جائیں گے۔ متعلقہ حکام نے یقین دہانی کرائی کہ تمام مسائل کو ترجیحی بنیادوں پر حل کیا جائے گا۔ bbox=[334, 439, 440, 555]
news-item-header bbox=[223, 1564, 331, 1578]
news-item-header bbox=[223, 541, 331, 555]
news-label: خبر bbox=[302, 416, 321, 428]
news-item-text: نوجوانوں کے لیے روزگار اسکیم کا آغاز کیا گیا ہے۔ گورنمنٹ کے ساتھ بات چیت جاری ہے اور اس سلسلے میں مقامی انتظامیہ نے مختلف اقدامات کا اعلان کیا ہے جس کے تحت عوام کو ریلیف فراہم کیا جائے گا اور ترقیاتی منصوبوں پر کام تیز کیا جائے گا۔ اجلاس میں متعدد امور پر تفصیلی غور کیا گیا اور فیصلہ کیا گیا کہ آئندہ چند روز میں عملی اقدامات اٹھائے جائیں گے۔ متعلقہ حکام نے یقین دہانی کرائی کہ تمام مسائل کو ترجیحی بنیادوں پر حل کیا جائے گا۔ bbox=[554, 717, 659, 825]
news-item-text: عوامی نمائندوں نے مختلف علاقوں کا دورہ کیا۔ گورنمنٹ کے ساتھ بات چیت جاری ہے اور اس سلسلے میں مقامی انتظامیہ نے مختلف اقدامات کا اعلان کیا ہے جس کے تحت عوام کو ریلیف فراہم کیا جائے گا اور ترقیاتی منصوبوں پر کام تیز کیا جائے گا۔ اجلاس میں متعدد امور پر تفصیلی غور کیا گیا اور فیصلہ کیا گیا کہ آئندہ چند روز میں عملی اقدامات اٹھائے جائیں گے۔ متعلقہ حکام نے یقین دہانی کرائی کہ تمام مسائل کو ترجیحی بنیادوں پر حل کیا جائے گا۔ bbox=[444, 1090, 549, 1198]
news-item-number: 30 bbox=[523, 821, 549, 833]
news-item-number: 48 bbox=[224, 288, 251, 301]
news-item-number: 2 bbox=[852, 195, 878, 207]
news-item-text: مقامی آبادی کو صاف پانی کی فراہمی کے لیے فلٹریشن پلانٹ نصب کیا گیا۔ گورنمنٹ کے ساتھ بات چیت جاری ہے اور اس سلسلے میں مقامی انتظامیہ نے مختلف اقدامات کا اعلان کیا ہے جس کے تحت عوام کو ریلیف فراہم کیا جائے گا اور ترقیاتی منصوبوں پر کام تیز کیا جائے گا۔ اجلاس میں متعدد امور پر تفصیلی غور کیا گیا اور فیصلہ کیا گیا کہ آئندہ چند روز میں عملی اقدامات اٹھائے جائیں گے۔ متعلقہ حکام نے یقین دہانی کرائی کہ تمام مسائل کو ترجیحی بنیادوں پر حل کیا جائے گا۔ bbox=[334, 169, 440, 285]
news-label: خبر bbox=[302, 1565, 321, 1578]
news-item-number: 62 bbox=[114, 280, 141, 293]
news-label: خبر bbox=[774, 195, 793, 207]
news-item-header bbox=[223, 1184, 331, 1198]
news-item-number: 43 bbox=[334, 964, 360, 976]
news-item-text: اسکولوں میں تقریری مقابلوں کا انعقاد کیا گیا۔ گورنمنٹ کے ساتھ بات چیت جاری ہے اور اس سلسلے میں مقامی انتظامیہ نے مختلف اقدامات کا اعلان کیا ہے جس کے تحت عوام کو ریلیف فراہم کیا جائے گا اور ترقیاتی منصوبوں پر کام تیز کیا جائے گا۔ اجلاس میں متعدد امور پر تفصیلی غور کیا گیا اور فیصلہ کیا گیا کہ آئندہ چند روز میں عملی اقدامات اٹھائے جائیں گے۔ متعلقہ حکام نے یقین دہانی کرائی کہ تمام مسائل کو ترجیحی بنیادوں پر حل کیا جائے گا۔ bbox=[224, 304, 330, 412]
news-label: خبر bbox=[664, 448, 683, 461]
news-item-header bbox=[663, 18, 770, 32]
news-item-text: ہسپتال میں نئے وارڈ کا افتتاح کیا گیا۔ گورنمنٹ کے ساتھ بات چیت جاری ہے اور اس سلسلے میں مقامی انتظامیہ نے مختلف اقدامات کا اعلان کیا ہے جس کے تحت عوام کو ریلیف فراہم کیا جائے گا اور ترقیاتی منصوبوں پر کام تیز کیا جائے گا۔ اجلاس میں متعدد امور پر تفصیلی غور کیا گیا اور فیصلہ کیا گیا کہ آئندہ چند روز میں عملی اقدامات اٹھائے جائیں گے۔ متعلقہ حکام نے یقین دہانی کرائی کہ تمام مسائل کو ترجیحی بنیادوں پر حل کیا جائے گا۔ bbox=[224, 557, 330, 665]
news-item-header bbox=[773, 337, 879, 352]
news-item-header bbox=[333, 558, 440, 572]
news-item-header bbox=[443, 18, 550, 32]
news-item-number: 25 bbox=[523, 154, 549, 166]
news-item-number: 54 bbox=[224, 1057, 251, 1070]
news-label: خبر bbox=[192, 796, 211, 809]
news-item-header bbox=[773, 1189, 879, 1203]
news-column bbox=[441, 15, 551, 2347]
news-item-header bbox=[333, 1099, 440, 1113]
news-label: خبر bbox=[444, 1074, 463, 1086]
news-item-header bbox=[553, 170, 660, 184]
news-item-header bbox=[223, 1437, 331, 1451]
news-label: خبر bbox=[774, 18, 793, 31]
notice-title: عاق نامہ bbox=[32, 24, 81, 40]
notice-text: من کہ مسمی محمد یونس ولد محمد اسلم ساکن تحصیل و ضلع ہجیرہ بروئے کھیوٹ نمبر 19 کھتونی نمبر 259 خسرہ نمبر 5870/2552 رقبہ 71.10 مرلہ واقع موضع اراضی فروخت کرتا ہوں۔ کسی کو اعتراض ہو تو پندرہ یوم کے اندر رجوع کرے۔ گورنمنٹ کے ساتھ بات چیت جاری ہے اور اس سلسلے میں مقامی انتظامیہ نے مختلف اقدامات کا اعلان کیا ہے جس کے تحت عوام کو ریلیف فراہم کیا جائے گا اور ترقیاتی منصوبوں پر کام تیز کیا جائے گا۔ اجلاس میں متعدد امور پر تفصیلی غور کیا گیا اور فیصلہ کیا گیا کہ آئندہ چند روز میں عملی اقدامات اٹھائے جائیں گے۔ متعلقہ حکام نے یقین دہانی کرائی کہ تمام مسائل کو ترجیحی بنیادوں پر حل کیا جائے گا۔ گورنمنٹ کے ساتھ بات چیت جاری ہے اور اس سلسلے میں مقامی انتظامیہ نے مختلف اقدامات کا اعلان کیا ہے جس کے تحت عوام کو ریلیف فراہم کیا جائے گا اور ترقیاتی منصوبوں پر کام تیز کیا جائے گا۔ اجلاس میں متعدد امور پر تفصیلی غور کیا گیا اور فیصلہ کیا گیا کہ آئندہ چند روز میں عملی اقدامات اٹھائے جائیں گے۔ متعلقہ حکام نے یقین دہانی کرائی کہ تمام مسائل کو ترجیحی بنیادوں پر حل کیا جائے گا۔ bbox=[8, 667, 105, 948]
news-item-header bbox=[663, 853, 770, 867]
news-label: خبر bbox=[411, 559, 431, 571]
news-label: خبر bbox=[774, 1055, 793, 1067]
news-column bbox=[551, 15, 661, 1713]
news-item-text: یونیورسٹی کی جانب سے داخلوں کا شیڈول جاری کر دیا گیا۔ گورنمنٹ کے ساتھ بات چیت جاری ہے اور اس سلسلے میں مقامی انتظامیہ نے مختلف اقدامات کا اعلان کیا ہے جس کے تحت عوام کو ریلیف فراہم کیا جائے گا اور ترقیاتی منصوبوں پر کام تیز کیا جائے گا۔ اجلاس میں متعدد امور پر تفصیلی غور کیا گیا اور فیصلہ کیا گیا کہ آئندہ چند روز میں عملی اقدامات اٹھائے جائیں گے۔ متعلقہ حکام نے یقین دہانی کرائی کہ تمام مسائل کو ترجیحی بنیادوں پر حل کیا جائے گا۔ bbox=[444, 34, 549, 150]
news-column bbox=[222, 15, 331, 2576]
news-column-continuation: گورنمنٹ کے ساتھ بات چیت جاری ہے اور اس سلسلے میں مقامی انتظامیہ نے مختلف اقدامات کا اعلان کیا ہے جس کے تحت عوام کو ریلیف فراہم کیا جائے گا اور ترقیاتی منصوبوں پر کام تیز کیا جائے گا۔ اجلاس میں متعدد امور پر تفصیلی غور کیا گیا اور فیصلہ کیا گیا کہ آئندہ چند روز میں عملی اقدامات اٹھائے جائیں گے۔ متعلقہ حکام نے یقین دہانی کرائی کہ تمام مسائل کو ترجیحی بنیادوں پر حل کیا جائے گا۔ گورنمنٹ کے ساتھ بات چیت جاری ہے اور اس سلسلے میں مقامی انتظامیہ نے مختلف اقدامات کا اعلان کیا ہے جس کے تحت عوام کو ریلیف فراہم کیا جائے گا اور ترقیاتی منصوبوں پر کام تیز کیا جائے گا۔ اجلاس میں متعدد امور پر تفصیلی غور کیا گیا اور فیصلہ کیا گیا کہ آئندہ چند روز میں عملی اقدامات اٹھائے جائیں گے۔ متعلقہ حکام نے یقین دہانی کرائی کہ تمام مسائل کو ترجیحی بنیادوں پر حل کیا جائے گا۔ گورنمنٹ کے ساتھ بات چیت جاری ہے اور اس سلسلے میں مقامی انتظامیہ نے مختلف اقدامات کا اعلان کیا ہے جس کے تحت عوام کو ریلیف فراہم کیا جائے گا اور ترقیاتی منصوبوں پر کام تیز کیا جائے گا۔ اجلاس میں متعدد امور پر تفصیلی غور کیا گیا اور فیصلہ کیا گیا کہ آئندہ چند روز میں عملی اقدامات اٹھائے جائیں گے۔ متعلقہ حکام نے یقین دہانی کرائی کہ تمام مسائل کو ترجیحی بنیادوں پر حل کیا جائے گا۔ گورنمنٹ کے ساتھ بات چیت جاری ہے اور اس سلسلے میں مقامی انتظامیہ نے مختلف اقدامات کا اعلان کیا ہے جس کے تحت عوام کو ریلیف فراہم کیا جائے گا اور ترقیاتی منصوبوں پر کام تیز کیا جائے گا۔ اجلاس میں متعدد امور پر تفصیلی غور کیا گیا اور فیصلہ کیا گیا کہ آئندہ چند روز میں عملی اقدامات اٹھائے جائیں گے۔ متعلقہ حکام نے یقین دہانی کرائی کہ تمام مسائل کو ترجیحی بنیادوں پر حل کیا جائے گا۔ گورنمنٹ کے ساتھ بات چیت جاری ہے اور اس سلسلے میں مقامی انتظامیہ نے مختلف اقدامات کا اعلان کیا ہے جس کے تحت عوام کو ریلیف فراہم کیا جائے گا اور ترقیاتی منصوبوں پر کام تیز کیا جائے گا۔ اجلاس میں متعدد امور پر تفصیلی غور کیا گیا اور فیصلہ کیا گیا کہ آئندہ چند روز میں عملی اقدامات اٹھائے جائیں گے۔ متعلقہ حکام نے یقین دہانی کرائی کہ تمام مسائل کو ترجیحی بنیادوں پر حل کیا جائے گا۔ گورنمنٹ کے ساتھ بات چیت جاری ہے اور اس سلسلے میں مقامی انتظامیہ نے مختلف اقدامات کا اعلان کیا ہے جس کے تحت عوام کو ریلیف فراہم کیا جائے گا اور ترقیاتی منصوبوں پر کام تیز کیا جائے گا۔ اجلاس میں متعدد امور پر تفصیلی غور کیا گیا اور فیصلہ کیا گیا کہ آئندہ چند روز میں عملی اقدامات اٹھائے جائیں گے۔ متعلقہ حکام نے یقین دہانی کرائی کہ تمام مسائل کو ترجیحی بنیادوں پر حل کیا جائے گا۔ گورنمنٹ کے ساتھ بات چیت جاری ہے اور اس سلسلے میں مقامی انتظامیہ نے مختلف اقدامات کا اعلان کیا ہے جس کے تحت عوام کو ریلیف فراہم کیا جائے گا اور ترقیاتی منصوبوں پر کام تیز کیا جائے گا۔ اجلاس میں متعدد امور پر تفصیلی غور کیا گیا اور فیصلہ کیا گیا کہ آئندہ چند روز میں عملی اقدامات اٹھائے جائیں گے۔ متعلقہ حکام نے یقین دہانی کرائی کہ تمام مسائل کو ترجیحی بنیادوں پر حل کیا جائے گا۔ گورنمنٹ کے ساتھ بات چیت جاری ہے اور اس سلسلے میں مقامی انتظامیہ نے مختلف اقدامات کا اعلان کیا ہے جس کے تحت عوام کو ریلیف فراہم کیا جائے گا اور ترقیاتی منصوبوں پر کام تیز کیا جائے گا۔ اجلاس میں متعدد امور پر تفصیلی غور کیا گیا اور فیصلہ کیا گیا کہ آئندہ چند روز میں عملی اقدامات اٹھائے جائیں گے۔ متعلقہ حکام نے یقین دہانی کرائی کہ تمام مسائل کو ترجیحی بنیادوں پر حل کیا جائے گا۔ bbox=[114, 1451, 220, 2212]
news-label: خبر bbox=[554, 305, 573, 317]
news-item-header bbox=[773, 767, 879, 781]
news-item-text: ریاستی حکومت کی جانب سے عوامی فلاح و بہبود کے منصوبوں کا اعلان کیا گیا ہے۔ گورنمنٹ کے ساتھ بات چیت جاری ہے اور اس سلسلے میں مقامی انتظامیہ نے مختلف اقدامات کا اعلان کیا ہے جس کے تحت عوام کو ریلیف فراہم کیا جائے گا اور ترقیاتی منصوبوں پر کام تیز کیا جائے گا۔ اجلاس میں متعدد امور پر تفصیلی غور کیا گیا اور فیصلہ کیا گیا کہ آئندہ چند روز میں عملی اقدامات اٹھائے جائیں گے۔ متعلقہ حکام نے یقین دہانی کرائی کہ تمام مسائل کو ترجیحی بنیادوں پر حل کیا جائے گا۔ bbox=[334, 34, 440, 150]
news-item-header bbox=[223, 668, 331, 682]
news-item-text: پولیس نے مختلف کارروائیوں کے دوران متعدد ملزمان کو گرفتار کر لیا۔ گورنمنٹ کے ساتھ بات چیت جاری ہے اور اس سلسلے میں مقامی انتظامیہ نے مختلف اقدامات کا اعلان کیا ہے جس کے تحت عوام کو ریلیف فراہم کیا جائے گا اور ترقیاتی منصوبوں پر کام تیز کیا جائے گا۔ اجلاس میں متعدد امور پر تفصیلی غور کیا گیا اور فیصلہ کیا گیا کہ آئندہ چند روز میں عملی اقدامات اٹھائے جائیں گے۔ متعلقہ حکام نے یقین دہانی کرائی کہ تمام مسائل کو ترجیحی بنیادوں پر حل کیا جائے گا۔ bbox=[664, 329, 769, 445]
news-column bbox=[661, 15, 771, 1745]
news-label: خبر bbox=[554, 440, 573, 453]
news-item-text: علاقے میں بجلی کے نئے ٹرانسفارمر نصب کیے گئے۔ گورنمنٹ کے ساتھ بات چیت جاری ہے اور اس سلسلے میں مقامی انتظامیہ نے مختلف اقدامات کا اعلان کیا ہے جس کے تحت عوام کو ریلیف فراہم کیا جائے گا اور ترقیاتی منصوبوں پر کام تیز کیا جائے گا۔ اجلاس میں متعدد امور پر تفصیلی غور کیا گیا اور فیصلہ کیا گیا کہ آئندہ چند روز میں عملی اقدامات اٹھائے جائیں گے۔ متعلقہ حکام نے یقین دہانی کرائی کہ تمام مسائل کو ترجیحی بنیادوں پر حل کیا جائے گا۔ bbox=[224, 1200, 330, 1308]
news-item-header bbox=[333, 693, 440, 707]
news-item-header bbox=[113, 795, 221, 809]
news-item-number: 21 bbox=[633, 567, 659, 579]
news-item-number: 11 bbox=[743, 178, 769, 191]
news-label: خبر bbox=[554, 829, 573, 841]
news-label: خبر bbox=[444, 18, 463, 31]
news-label: خبر bbox=[774, 1190, 793, 1202]
news-label: خبر bbox=[192, 280, 211, 293]
news-column-continuation: گورنمنٹ کے ساتھ بات چیت جاری ہے اور اس سلسلے میں مقامی انتظامیہ نے مختلف اقدامات کا اعلان کیا ہے جس کے تحت عوام کو ریلیف فراہم کیا جائے گا اور ترقیاتی منصوبوں پر کام تیز کیا جائے گا۔ اجلاس میں متعدد امور پر تفصیلی غور کیا گیا اور فیصلہ کیا گیا کہ آئندہ چند روز میں عملی اقدامات اٹھائے جائیں گے۔ متعلقہ حکام نے یقین دہانی کرائی کہ تمام مسائل کو ترجیحی بنیادوں پر حل کیا جائے گا۔ گورنمنٹ کے ساتھ بات چیت جاری ہے اور اس سلسلے میں مقامی انتظامیہ نے مختلف اقدامات کا اعلان کیا ہے جس کے تحت عوام کو ریلیف فراہم کیا جائے گا اور ترقیاتی منصوبوں پر کام تیز کیا جائے گا۔ اجلاس میں متعدد امور پر تفصیلی غور کیا گیا اور فیصلہ کیا گیا کہ آئندہ چند روز میں عملی اقدامات اٹھائے جائیں گے۔ متعلقہ حکام نے یقین دہانی کرائی کہ تمام مسائل کو ترجیحی بنیادوں پر حل کیا جائے گا۔ گورنمنٹ کے ساتھ بات چیت جاری ہے اور اس سلسلے میں مقامی انتظامیہ نے مختلف اقدامات کا اعلان کیا ہے جس کے تحت عوام کو ریلیف فراہم کیا جائے گا اور ترقیاتی منصوبوں پر کام تیز کیا جائے گا۔ اجلاس میں متعدد امور پر تفصیلی غور کیا گیا اور فیصلہ کیا گیا کہ آئندہ چند روز میں عملی اقدامات اٹھائے جائیں گے۔ متعلقہ حکام نے یقین دہانی کرائی کہ تمام مسائل کو ترجیحی بنیادوں پر حل کیا جائے گا۔ گورنمنٹ کے ساتھ بات چیت جاری ہے اور اس سلسلے میں مقامی انتظامیہ نے مختلف اقدامات کا اعلان کیا ہے جس کے تحت عوام کو ریلیف فراہم کیا جائے گا اور ترقیاتی منصوبوں پر کام تیز کیا جائے گا۔ اجلاس میں متعدد امور پر تفصیلی غور کیا گیا اور فیصلہ کیا گیا کہ آئندہ چند روز میں عملی اقدامات اٹھائے جائیں گے۔ متعلقہ حکام نے یقین دہانی کرائی کہ تمام مسائل کو ترجیحی بنیادوں پر حل کیا جائے گا۔ گورنمنٹ کے ساتھ بات چیت جاری ہے اور اس سلسلے میں مقامی انتظامیہ نے مختلف اقدامات کا اعلان کیا ہے جس کے تحت عوام کو ریلیف فراہم کیا جائے گا اور ترقیاتی منصوبوں پر کام تیز کیا جائے گا۔ اجلاس میں متعدد امور پر تفصیلی غور کیا گیا اور فیصلہ کیا گیا کہ آئندہ چند روز میں عملی اقدامات اٹھائے جائیں گے۔ متعلقہ حکام نے یقین دہانی کرائی کہ تمام مسائل کو ترجیحی بنیادوں پر حل کیا جائے گا۔ گورنمنٹ کے ساتھ بات چیت جاری ہے اور اس سلسلے میں مقامی انتظامیہ نے مختلف اقدامات کا اعلان کیا ہے جس کے تحت عوام کو ریلیف فراہم کیا جائے گا اور ترقیاتی منصوبوں پر کام تیز کیا جائے گا۔ اجلاس میں متعدد امور پر تفصیلی غور کیا گیا اور فیصلہ کیا گیا کہ آئندہ چند روز میں عملی اقدامات اٹھائے جائیں گے۔ متعلقہ حکام نے یقین دہانی کرائی کہ تمام مسائل کو ترجیحی بنیادوں پر حل کیا جائے گا۔ گورنمنٹ کے ساتھ بات چیت جاری ہے اور اس سلسلے میں مقامی انتظامیہ نے مختلف اقدامات کا اعلان کیا ہے جس کے تحت عوام کو ریلیف فراہم کیا جائے گا اور ترقیاتی منصوبوں پر کام تیز کیا جائے گا۔ اجلاس میں متعدد امور پر تفصیلی غور کیا گیا اور فیصلہ کیا گیا کہ آئندہ چند روز میں عملی اقدامات اٹھائے جائیں گے۔ متعلقہ حکام نے یقین دہانی کرائی کہ تمام مسائل کو ترجیحی بنیادوں پر حل کیا جائے گا۔ گورنمنٹ کے ساتھ بات چیت جاری ہے اور اس سلسلے میں مقامی انتظامیہ نے مختلف اقدامات کا اعلان کیا ہے جس کے تحت عوام کو ریلیف فراہم کیا جائے گا اور ترقیاتی منصوبوں پر کام تیز کیا جائے گا۔ اجلاس میں متعدد امور پر تفصیلی غور کیا گیا اور فیصلہ کیا گیا کہ آئندہ چند روز میں عملی اقدامات اٹھائے جائیں گے۔ متعلقہ حکام نے یقین دہانی کرائی کہ تمام مسائل کو ترجیحی بنیادوں پر حل کیا جائے گا۔ bbox=[224, 1815, 330, 2576]
news-item-number: 7 bbox=[852, 911, 878, 924]
news-item-text: ضلعی سطح پر امن و امان کی صورتحال کا جائزہ لینے کے لیے اجلاس منعقد ہوا جس میں تمام متعلقہ افسران نے شرکت کی۔ گورنمنٹ کے ساتھ بات چیت جاری ہے اور اس سلسلے میں مقامی انتظامیہ نے مختلف اقدامات کا اعلان کیا ہے جس کے تحت عوام کو ریلیف فراہم کیا جائے گا اور ترقیاتی منصوبوں پر کام تیز کیا جائے گا۔ اجلاس میں متعدد امور پر تفصیلی غور کیا گیا اور فیصلہ کیا گیا کہ آئندہ چند روز میں عملی اقدامات اٹھائے جائیں گے۔ متعلقہ حکام نے یقین دہانی کرائی کہ تمام مسائل کو ترجیحی بنیادوں پر حل کیا جائے گا۔ bbox=[554, 34, 659, 167]
news-item-header bbox=[333, 423, 440, 437]
masthead bbox=[0, 0, 879, 15]
news-item-header bbox=[113, 660, 221, 674]
news-label: خبر bbox=[774, 768, 793, 780]
news-label: خبر bbox=[411, 1099, 431, 1112]
news-label: خبر bbox=[411, 154, 431, 166]
news-item-text: ضلعی انتظامیہ نے مارکیٹوں کا دورہ کیا اور صفائی کا جائزہ لیا۔ گورنمنٹ کے ساتھ بات چیت جاری ہے اور اس سلسلے میں مقامی انتظامیہ نے مختلف اقدامات کا اعلان کیا ہے جس کے تحت عوام کو ریلیف فراہم کیا جائے گا اور ترقیاتی منصوبوں پر کام تیز کیا جائے گا۔ اجلاس میں متعدد امور پر تفصیلی غور کیا گیا اور فیصلہ کیا گیا کہ آئندہ چند روز میں عملی اقدامات اٹھائے جائیں گے۔ متعلقہ حکام نے یقین دہانی کرائی کہ تمام مسائل کو ترجیحی بنیادوں پر حل کیا جائے گا۔ bbox=[334, 574, 440, 691]
notice-text: من کہ محمد اکرم ولد محمد رشید ساکن ضلع باغ آزاد کشمیر اپنے بیٹے کو اس کی نافرمانی اور بدسلوکی کی وجہ سے اپنی جائیداد منقولہ و غیر منقولہ سے عاق کرتا ہوں۔ آئندہ اس کے کسی لین دین کا میں ذمہ دار نہ ہوں گا۔ گورنمنٹ کے ساتھ بات چیت جاری ہے اور اس سلسلے میں مقامی انتظامیہ نے مختلف اقدامات کا اعلان کیا ہے جس کے تحت عوام کو ریلیف فراہم کیا جائے گا اور ترقیاتی منصوبوں پر کام تیز کیا جائے گا۔ اجلاس میں متعدد امور پر تفصیلی غور کیا گیا اور فیصلہ کیا گیا کہ آئندہ چند روز میں عملی اقدامات اٹھائے جائیں گے۔ متعلقہ حکام نے یقین دہانی کرائی کہ تمام مسائل کو ترجیحی بنیادوں پر حل کیا جائے گا۔ گورنمنٹ کے ساتھ بات چیت جاری ہے اور اس سلسلے میں مقامی انتظامیہ نے مختلف اقدامات کا اعلان کیا ہے جس کے تحت عوام کو ریلیف فراہم کیا جائے گا اور ترقیاتی منصوبوں پر کام تیز کیا جائے گا۔ اجلاس میں متعدد امور پر تفصیلی غور کیا گیا اور فیصلہ کیا گیا کہ آئندہ چند روز میں عملی اقدامات اٹھائے جائیں گے۔ متعلقہ حکام نے یقین دہانی کرائی کہ تمام مسائل کو ترجیحی بنیادوں پر حل کیا جائے گا۔ bbox=[8, 43, 105, 316]
news-item-header bbox=[333, 828, 440, 842]
news-label: خبر bbox=[664, 178, 683, 191]
news-label: خبر bbox=[302, 18, 321, 31]
news-item-number: 47 bbox=[224, 154, 251, 166]
news-item-header bbox=[113, 18, 221, 32]
news-item-number: 64 bbox=[114, 534, 141, 547]
news-item-header bbox=[223, 415, 331, 429]
news-label: خبر bbox=[302, 669, 321, 681]
news-item-number: 14 bbox=[743, 584, 769, 596]
news-item-text: مقامی تاجروں نے بجلی کی لوڈشیڈنگ کے خلاف احتجاج کیا اور حکام سے مطالبہ کیا۔ گورنمنٹ کے ساتھ بات چیت جاری ہے اور اس سلسلے میں مقامی انتظامیہ نے مختلف اقدامات کا اعلان کیا ہے جس کے تحت عوام کو ریلیف فراہم کیا جائے گا اور ترقیاتی منصوبوں پر کام تیز کیا جائے گا۔ اجلاس میں متعدد امور پر تفصیلی غور کیا گیا اور فیصلہ کیا گیا کہ آئندہ چند روز میں عملی اقدامات اٹھائے جائیں گے۔ متعلقہ حکام نے یقین دہانی کرائی کہ تمام مسائل کو ترجیحی بنیادوں پر حل کیا جائے گا۔ bbox=[774, 927, 878, 1051]
news-item-text: شہری علاقوں میں پانی کی نئی پائپ لائن بچھائی جا رہی ہے۔ گورنمنٹ کے ساتھ بات چیت جاری ہے اور اس سلسلے میں مقامی انتظامیہ نے مختلف اقدامات کا اعلان کیا ہے جس کے تحت عوام کو ریلیف فراہم کیا جائے گا اور ترقیاتی منصوبوں پر کام تیز کیا جائے گا۔ اجلاس میں متعدد امور پر تفصیلی غور کیا گیا اور فیصلہ کیا گیا کہ آئندہ چند روز میں عملی اقدامات اٹھائے جائیں گے۔ متعلقہ حکام نے یقین دہانی کرائی کہ تمام مسائل کو ترجیحی بنیادوں پر حل کیا جائے گا۔ bbox=[114, 811, 220, 927]
news-item-header bbox=[443, 153, 550, 167]
news-item-number: 28 bbox=[523, 559, 549, 571]
news-label: خبر bbox=[444, 1336, 463, 1348]
news-label: خبر bbox=[302, 804, 321, 816]
news-label: خبر bbox=[192, 18, 211, 31]
news-item-header bbox=[223, 153, 331, 167]
news-item-number: 51 bbox=[224, 669, 251, 681]
news-item-header bbox=[223, 287, 331, 301]
news-item-text: محکمہ صحت نے ڈینگی سے بچاؤ کی مہم شروع کی۔ گورنمنٹ کے ساتھ بات چیت جاری ہے اور اس سلسلے میں مقامی انتظامیہ نے مختلف اقدامات کا اعلان کیا ہے جس کے تحت عوام کو ریلیف فراہم کیا جائے گا اور ترقیاتی منصوبوں پر کام تیز کیا جائے گا۔ اجلاس میں متعدد امور پر تفصیلی غور کیا گیا اور فیصلہ کیا گیا کہ آئندہ چند روز میں عملی اقدامات اٹھائے جائیں گے۔ متعلقہ حکام نے یقین دہانی کرائی کہ تمام مسائل کو ترجیحی بنیادوں پر حل کیا جائے گا۔ bbox=[114, 295, 220, 403]
news-item-number: 40 bbox=[334, 559, 360, 571]
news-item-text: کسان میلے میں جدید زرعی آلات کی نمائش کی گئی۔ گورنمنٹ کے ساتھ بات چیت جاری ہے اور اس سلسلے میں مقامی انتظامیہ نے مختلف اقدامات کا اعلان کیا ہے جس کے تحت عوام کو ریلیف فراہم کیا جائے گا اور ترقیاتی منصوبوں پر کام تیز کیا جائے گا۔ اجلاس میں متعدد امور پر تفصیلی غور کیا گیا اور فیصلہ کیا گیا کہ آئندہ چند روز میں عملی اقدامات اٹھائے جائیں گے۔ متعلقہ حکام نے یقین دہانی کرائی کہ تمام مسائل کو ترجیحی بنیادوں پر حل کیا جائے گا۔ bbox=[114, 1208, 220, 1317]
news-label: خبر bbox=[444, 693, 463, 706]
news-item-text: صحت مراکز میں سہولیات کی بہتری کے لیے فنڈز جاری کیے گئے۔ گورنمنٹ کے ساتھ بات چیت جاری ہے اور اس سلسلے میں مقامی انتظامیہ نے مختلف اقدامات کا اعلان کیا ہے جس کے تحت عوام کو ریلیف فراہم کیا جائے گا اور ترقیاتی منصوبوں پر کام تیز کیا جائے گا۔ اجلاس میں متعدد امور پر تفصیلی غور کیا گیا اور فیصلہ کیا گیا کہ آئندہ چند روز میں عملی اقدامات اٹھائے جائیں گے۔ متعلقہ حکام نے یقین دہانی کرائی کہ تمام مسائل کو ترجیحی بنیادوں پر حل کیا جائے گا۔ bbox=[444, 1216, 549, 1332]
news-item-text: سرکاری دفاتر میں حاضری یقینی بنانے کی ہدایت کی گئی۔ گورنمنٹ کے ساتھ بات چیت جاری ہے اور اس سلسلے میں مقامی انتظامیہ نے مختلف اقدامات کا اعلان کیا ہے جس کے تحت عوام کو ریلیف فراہم کیا جائے گا اور ترقیاتی منصوبوں پر کام تیز کیا جائے گا۔ اجلاس میں متعدد امور پر تفصیلی غور کیا گیا اور فیصلہ کیا گیا کہ آئندہ چند روز میں عملی اقدامات اٹھائے جائیں گے۔ متعلقہ حکام نے یقین دہانی کرائی کہ تمام مسائل کو ترجیحی بنیادوں پر حل کیا جائے گا۔ bbox=[114, 1335, 220, 1451]
news-item-number: 42 bbox=[334, 829, 360, 841]
news-label: خبر bbox=[192, 931, 211, 943]
notice-text: میرے کاغذات گاڑی نمبری AJKE2776 انجن نمبر BI-0245925 چیسز نمبر 97828 گم ہو گئے ہیں۔ جس کسی صاحب کو ملیں براہ کرم مطلع فرمائیں۔ 81103-8456549-9 گورنمنٹ کے ساتھ بات چیت جاری ہے اور اس سلسلے میں مقامی انتظامیہ نے مختلف اقدامات کا اعلان کیا ہے جس کے تحت عوام کو ریلیف فراہم کیا جائے گا اور ترقیاتی منصوبوں پر کام تیز کیا جائے گا۔ اجلاس میں متعدد امور پر تفصیلی غور کیا گیا اور فیصلہ کیا گیا کہ آئندہ چند روز میں عملی اقدامات اٹھائے جائیں گے۔ متعلقہ حکام نے یقین دہانی کرائی کہ تمام مسائل کو ترجیحی بنیادوں پر حل کیا جائے گا۔ گورنمنٹ کے ساتھ بات چیت جاری ہے اور اس سلسلے میں مقامی انتظامیہ نے مختلف اقدامات کا اعلان کیا ہے جس کے تحت عوام کو ریلیف فراہم کیا جائے گا اور ترقیاتی منصوبوں پر کام تیز کیا جائے گا۔ اجلاس میں متعدد امور پر تفصیلی غور کیا گیا اور فیصلہ کیا گیا کہ آئندہ چند روز میں عملی اقدامات اٹھائے جائیں گے۔ متعلقہ حکام نے یقین دہانی کرائی کہ تمام مسائل کو ترجیحی بنیادوں پر حل کیا جائے گا۔ bbox=[8, 363, 105, 620]
news-label: خبر bbox=[302, 288, 321, 301]
news-item-header bbox=[113, 406, 221, 420]
news-label: خبر bbox=[774, 482, 793, 494]
news-item-text: سماجی تنظیموں نے مستحق خاندانوں میں امدادی سامان تقسیم کیا۔ گورنمنٹ کے ساتھ بات چیت جاری ہے اور اس سلسلے میں مقامی انتظامیہ نے مختلف اقدامات کا اعلان کیا ہے جس کے تحت عوام کو ریلیف فراہم کیا جائے گا اور ترقیاتی منصوبوں پر کام تیز کیا جائے گا۔ اجلاس میں متعدد امور پر تفصیلی غور کیا گیا اور فیصلہ کیا گیا کہ آئندہ چند روز میں عملی اقدامات اٹھائے جائیں گے۔ متعلقہ حکام نے یقین دہانی کرائی کہ تمام مسائل کو ترجیحی بنیادوں پر حل کیا جائے گا۔ bbox=[444, 439, 549, 555]
news-item-number: 45 bbox=[334, 1234, 360, 1246]
news-item-text: ضلعی سطح پر کتب میلے کا انعقاد کیا گیا۔ گورنمنٹ کے ساتھ بات چیت جاری ہے اور اس سلسلے میں مقامی انتظامیہ نے مختلف اقدامات کا اعلان کیا ہے جس کے تحت عوام کو ریلیف فراہم کیا جائے گا اور ترقیاتی منصوبوں پر کام تیز کیا جائے گا۔ اجلاس میں متعدد امور پر تفصیلی غور کیا گیا اور فیصلہ کیا گیا کہ آئندہ چند روز میں عملی اقدامات اٹھائے جائیں گے۔ متعلقہ حکام نے یقین دہانی کرائی کہ تمام مسائل کو ترجیحی بنیادوں پر حل کیا جائے گا۔ bbox=[114, 423, 220, 531]
news-item-text: شہر میں پانی کی فراہمی کے منصوبے کا افتتاح کر دیا گیا ہے۔ گورنمنٹ کے ساتھ بات چیت جاری ہے اور اس سلسلے میں مقامی انتظامیہ نے مختلف اقدامات کا اعلان کیا ہے جس کے تحت عوام کو ریلیف فراہم کیا جائے گا اور ترقیاتی منصوبوں پر کام تیز کیا جائے گا۔ اجلاس میں متعدد امور پر تفصیلی غور کیا گیا اور فیصلہ کیا گیا کہ آئندہ چند روز میں عملی اقدامات اٹھائے جائیں گے۔ متعلقہ حکام نے یقین دہانی کرائی کہ تمام مسائل کو ترجیحی بنیادوں پر حل کیا جائے گا۔ bbox=[664, 193, 769, 310]
news-item-header bbox=[223, 1310, 331, 1324]
news-item-header bbox=[333, 963, 440, 977]
news-item-header bbox=[663, 583, 770, 597]
news-item-header bbox=[113, 1192, 221, 1206]
news-item-header bbox=[443, 558, 550, 572]
news-item-header bbox=[113, 153, 221, 167]
news-item-header bbox=[223, 930, 331, 944]
news-item-number: 22 bbox=[633, 702, 659, 715]
news-label: خبر bbox=[444, 424, 463, 436]
news-label: خبر bbox=[554, 702, 573, 715]
news-item-number: 5 bbox=[852, 625, 878, 637]
news-label: خبر bbox=[192, 1319, 211, 1332]
news-label: خبر bbox=[444, 821, 463, 833]
news-item-number: 15 bbox=[743, 719, 769, 731]
classified-notice bbox=[3, 625, 110, 952]
news-item-number: 20 bbox=[633, 440, 659, 453]
news-item-header bbox=[113, 930, 221, 944]
news-item-number: 63 bbox=[114, 407, 141, 419]
news-item-header bbox=[333, 18, 440, 32]
news-label: خبر bbox=[192, 407, 211, 419]
news-item-text: ضلع میں نئے اسکولوں کی تعمیر کا کام جاری ہے۔ گورنمنٹ کے ساتھ بات چیت جاری ہے اور اس سلسلے میں مقامی انتظامیہ نے مختلف اقدامات کا اعلان کیا ہے جس کے تحت عوام کو ریلیف فراہم کیا جائے گا اور ترقیاتی منصوبوں پر کام تیز کیا جائے گا۔ اجلاس میں متعدد امور پر تفصیلی غور کیا گیا اور فیصلہ کیا گیا کہ آئندہ چند روز میں عملی اقدامات اٹھائے جائیں گے۔ متعلقہ حکام نے یقین دہانی کرائی کہ تمام مسائل کو ترجیحی بنیادوں پر حل کیا جائے گا۔ bbox=[444, 836, 549, 944]
news-item-header bbox=[223, 18, 331, 32]
news-item-text: کسانوں کو کھاد اور بیج کی فراہمی کا عمل جاری ہے۔ گورنمنٹ کے ساتھ بات چیت جاری ہے اور اس سلسلے میں مقامی انتظامیہ نے مختلف اقدامات کا اعلان کیا ہے جس کے تحت عوام کو ریلیف فراہم کیا جائے گا اور ترقیاتی منصوبوں پر کام تیز کیا جائے گا۔ اجلاس میں متعدد امور پر تفصیلی غور کیا گیا اور فیصلہ کیا گیا کہ آئندہ چند روز میں عملی اقدامات اٹھائے جائیں گے۔ متعلقہ حکام نے یقین دہانی کرائی کہ تمام مسائل کو ترجیحی بنیادوں پر حل کیا جائے گا۔ bbox=[444, 1478, 549, 1586]
masthead-title: روزنامہ جہان کشمیر 18 ستمبر 2025ء bbox=[689, 1, 874, 12]
news-label: خبر bbox=[554, 18, 573, 31]
news-item-number: 66 bbox=[114, 796, 141, 809]
news-item-header bbox=[443, 1462, 550, 1477]
news-item-text: ضلعی عدالت میں مقدمات کی سماعت جاری ہے۔ گورنمنٹ کے ساتھ بات چیت جاری ہے اور اس سلسلے میں مقامی انتظامیہ نے مختلف اقدامات کا اعلان کیا ہے جس کے تحت عوام کو ریلیف فراہم کیا جائے گا اور ترقیاتی منصوبوں پر کام تیز کیا جائے گا۔ اجلاس میں متعدد امور پر تفصیلی غور کیا گیا اور فیصلہ کیا گیا کہ آئندہ چند روز میں عملی اقدامات اٹھائے جائیں گے۔ متعلقہ حکام نے یقین دہانی کرائی کہ تمام مسائل کو ترجیحی بنیادوں پر حل کیا جائے گا۔ bbox=[224, 1327, 330, 1434]
news-item-header bbox=[663, 718, 770, 732]
news-item-text: سیاحت کے فروغ کے لیے نئے منصوبوں کا اعلان کیا گیا ہے۔ گورنمنٹ کے ساتھ بات چیت جاری ہے اور اس سلسلے میں مقامی انتظامیہ نے مختلف اقدامات کا اعلان کیا ہے جس کے تحت عوام کو ریلیف فراہم کیا جائے گا اور ترقیاتی منصوبوں پر کام تیز کیا جائے گا۔ اجلاس میں متعدد امور پر تفصیلی غور کیا گیا اور فیصلہ کیا گیا کہ آئندہ چند روز میں عملی اقدامات اٹھائے جائیں گے۔ متعلقہ حکام نے یقین دہانی کرائی کہ تمام مسائل کو ترجیحی بنیادوں پر حل کیا جائے گا۔ bbox=[664, 869, 769, 985]
news-item-text: بنیادی صحت مراکز میں عملے کی کمی دور کی جائے گی۔ گورنمنٹ کے ساتھ بات چیت جاری ہے اور اس سلسلے میں مقامی انتظامیہ نے مختلف اقدامات کا اعلان کیا ہے جس کے تحت عوام کو ریلیف فراہم کیا جائے گا اور ترقیاتی منصوبوں پر کام تیز کیا جائے گا۔ اجلاس میں متعدد امور پر تفصیلی غور کیا گیا اور فیصلہ کیا گیا کہ آئندہ چند روز میں عملی اقدامات اٹھائے جائیں گے۔ متعلقہ حکام نے یقین دہانی کرائی کہ تمام مسائل کو ترجیحی بنیادوں پر حل کیا جائے گا۔ bbox=[114, 676, 220, 793]
news-column-continuation: گورنمنٹ کے ساتھ بات چیت جاری ہے اور اس سلسلے میں مقامی انتظامیہ نے مختلف اقدامات کا اعلان کیا ہے جس کے تحت عوام کو ریلیف فراہم کیا جائے گا اور ترقیاتی منصوبوں پر کام تیز کیا جائے گا۔ اجلاس میں متعدد امور پر تفصیلی غور کیا گیا اور فیصلہ کیا گیا کہ آئندہ چند روز میں عملی اقدامات اٹھائے جائیں گے۔ متعلقہ حکام نے یقین دہانی کرائی کہ تمام مسائل کو ترجیحی بنیادوں پر حل کیا جائے گا۔ گورنمنٹ کے ساتھ بات چیت جاری ہے اور اس سلسلے میں مقامی انتظامیہ نے مختلف اقدامات کا اعلان کیا ہے جس کے تحت عوام کو ریلیف فراہم کیا جائے گا اور ترقیاتی منصوبوں پر کام تیز کیا جائے گا۔ اجلاس میں متعدد امور پر تفصیلی غور کیا گیا اور فیصلہ کیا گیا کہ آئندہ چند روز میں عملی اقدامات اٹھائے جائیں گے۔ متعلقہ حکام نے یقین دہانی کرائی کہ تمام مسائل کو ترجیحی بنیادوں پر حل کیا جائے گا۔ گورنمنٹ کے ساتھ بات چیت جاری ہے اور اس سلسلے میں مقامی انتظامیہ نے مختلف اقدامات کا اعلان کیا ہے جس کے تحت عوام کو ریلیف فراہم کیا جائے گا اور ترقیاتی منصوبوں پر کام تیز کیا جائے گا۔ اجلاس میں متعدد امور پر تفصیلی غور کیا گیا اور فیصلہ کیا گیا کہ آئندہ چند روز میں عملی اقدامات اٹھائے جائیں گے۔ متعلقہ حکام نے یقین دہانی کرائی کہ تمام مسائل کو ترجیحی بنیادوں پر حل کیا جائے گا۔ گورنمنٹ کے ساتھ بات چیت جاری ہے اور اس سلسلے میں مقامی انتظامیہ نے مختلف اقدامات کا اعلان کیا ہے جس کے تحت عوام کو ریلیف فراہم کیا جائے گا اور ترقیاتی منصوبوں پر کام تیز کیا جائے گا۔ اجلاس میں متعدد امور پر تفصیلی غور کیا گیا اور فیصلہ کیا گیا کہ آئندہ چند روز میں عملی اقدامات اٹھائے جائیں گے۔ متعلقہ حکام نے یقین دہانی کرائی کہ تمام مسائل کو ترجیحی بنیادوں پر حل کیا جائے گا۔ گورنمنٹ کے ساتھ بات چیت جاری ہے اور اس سلسلے میں مقامی انتظامیہ نے مختلف اقدامات کا اعلان کیا ہے جس کے تحت عوام کو ریلیف فراہم کیا جائے گا اور ترقیاتی منصوبوں پر کام تیز کیا جائے گا۔ اجلاس میں متعدد امور پر تفصیلی غور کیا گیا اور فیصلہ کیا گیا کہ آئندہ چند روز میں عملی اقدامات اٹھائے جائیں گے۔ متعلقہ حکام نے یقین دہانی کرائی کہ تمام مسائل کو ترجیحی بنیادوں پر حل کیا جائے گا۔ گورنمنٹ کے ساتھ بات چیت جاری ہے اور اس سلسلے میں مقامی انتظامیہ نے مختلف اقدامات کا اعلان کیا ہے جس کے تحت عوام کو ریلیف فراہم کیا جائے گا اور ترقیاتی منصوبوں پر کام تیز کیا جائے گا۔ اجلاس میں متعدد امور پر تفصیلی غور کیا گیا اور فیصلہ کیا گیا کہ آئندہ چند روز میں عملی اقدامات اٹھائے جائیں گے۔ متعلقہ حکام نے یقین دہانی کرائی کہ تمام مسائل کو ترجیحی بنیادوں پر حل کیا جائے گا۔ گورنمنٹ کے ساتھ بات چیت جاری ہے اور اس سلسلے میں مقامی انتظامیہ نے مختلف اقدامات کا اعلان کیا ہے جس کے تحت عوام کو ریلیف فراہم کیا جائے گا اور ترقیاتی منصوبوں پر کام تیز کیا جائے گا۔ اجلاس میں متعدد امور پر تفصیلی غور کیا گیا اور فیصلہ کیا گیا کہ آئندہ چند روز میں عملی اقدامات اٹھائے جائیں گے۔ متعلقہ حکام نے یقین دہانی کرائی کہ تمام مسائل کو ترجیحی بنیادوں پر حل کیا جائے گا۔ گورنمنٹ کے ساتھ بات چیت جاری ہے اور اس سلسلے میں مقامی انتظامیہ نے مختلف اقدامات کا اعلان کیا ہے جس کے تحت عوام کو ریلیف فراہم کیا جائے گا اور ترقیاتی منصوبوں پر کام تیز کیا جائے گا۔ اجلاس میں متعدد امور پر تفصیلی غور کیا گیا اور فیصلہ کیا گیا کہ آئندہ چند روز میں عملی اقدامات اٹھائے جائیں گے۔ متعلقہ حکام نے یقین دہانی کرائی کہ تمام مسائل کو ترجیحی بنیادوں پر حل کیا جائے گا۔ bbox=[554, 952, 659, 1713]
news-item-header bbox=[663, 178, 770, 192]
news-column bbox=[771, 15, 880, 2099]
news-item-text: پولیس نے منشیات فروشوں کے خلاف کریک ڈاؤن شروع کیا۔ گورنمنٹ کے ساتھ بات چیت جاری ہے اور اس سلسلے میں مقامی انتظامیہ نے مختلف اقدامات کا اعلان کیا ہے جس کے تحت عوام کو ریلیف فراہم کیا جائے گا اور ترقیاتی منصوبوں پر کام تیز کیا جائے گا۔ اجلاس میں متعدد امور پر تفصیلی غور کیا گیا اور فیصلہ کیا گیا کہ آئندہ چند روز میں عملی اقدامات اٹھائے جائیں گے۔ متعلقہ حکام نے یقین دہانی کرائی کہ تمام مسائل کو ترجیحی بنیادوں پر حل کیا جائے گا۔ bbox=[334, 1114, 440, 1230]
news-item-text: تاجر برادری نے انتظامیہ سے ملاقات کی۔ گورنمنٹ کے ساتھ بات چیت جاری ہے اور اس سلسلے میں مقامی انتظامیہ نے مختلف اقدامات کا اعلان کیا ہے جس کے تحت عوام کو ریلیف فراہم کیا جائے گا اور ترقیاتی منصوبوں پر کام تیز کیا جائے گا۔ اجلاس میں متعدد امور پر تفصیلی غور کیا گیا اور فیصلہ کیا گیا کہ آئندہ چند روز میں عملی اقدامات اٹھائے جائیں گے۔ متعلقہ حکام نے یقین دہانی کرائی کہ تمام مسائل کو ترجیحی بنیادوں پر حل کیا جائے گا۔ bbox=[224, 1580, 330, 1688]
news-item-number: 24 bbox=[523, 18, 549, 31]
notice-title: اشتہار گمشدگی کاغذات bbox=[11, 328, 102, 360]
news-label: خبر bbox=[774, 338, 793, 351]
news-item-header bbox=[223, 803, 331, 817]
news-label: خبر bbox=[411, 964, 431, 976]
news-item-text: بلدیہ نے شہر میں نئی اسٹریٹ لائٹس نصب کر دیں۔ گورنمنٹ کے ساتھ بات چیت جاری ہے اور اس سلسلے میں مقامی انتظامیہ نے مختلف اقدامات کا اعلان کیا ہے جس کے تحت عوام کو ریلیف فراہم کیا جائے گا اور ترقیاتی منصوبوں پر کام تیز کیا جائے گا۔ اجلاس میں متعدد امور پر تفصیلی غور کیا گیا اور فیصلہ کیا گیا کہ آئندہ چند روز میں عملی اقدامات اٹھائے جائیں گے۔ متعلقہ حکام نے یقین دہانی کرائی کہ تمام مسائل کو ترجیحی بنیادوں پر حل کیا جائے گا۔ bbox=[334, 1250, 440, 1358]
news-item-text: آزاد کشمیر میں ترقیاتی بجٹ کے استعمال کا جائزہ لیا گیا۔ گورنمنٹ کے ساتھ بات چیت جاری ہے اور اس سلسلے میں مقامی انتظامیہ نے مختلف اقدامات کا اعلان کیا ہے جس کے تحت عوام کو ریلیف فراہم کیا جائے گا اور ترقیاتی منصوبوں پر کام تیز کیا جائے گا۔ اجلاس میں متعدد امور پر تفصیلی غور کیا گیا اور فیصلہ کیا گیا کہ آئندہ چند روز میں عملی اقدامات اٹھائے جائیں گے۔ متعلقہ حکام نے یقین دہانی کرائی کہ تمام مسائل کو ترجیحی بنیادوں پر حل کیا جائے گا۔ bbox=[224, 34, 330, 150]
news-label: خبر bbox=[664, 18, 683, 31]
news-item-number: 49 bbox=[224, 416, 251, 428]
news-item-header bbox=[333, 287, 440, 301]
news-item-header bbox=[553, 18, 660, 32]
news-item-number: 58 bbox=[224, 1565, 251, 1578]
news-item-number: 41 bbox=[334, 693, 360, 706]
news-item-number: 27 bbox=[523, 424, 549, 436]
news-item-number: 26 bbox=[523, 288, 549, 301]
news-item-number: 59 bbox=[224, 1692, 251, 1704]
news-item-number: 16 bbox=[743, 853, 769, 866]
news-item-number: 60 bbox=[114, 18, 141, 31]
news-item-text: تعلیمی اداروں میں داخلوں کا سلسلہ شروع ہو گیا ہے جبکہ طلبہ کی بڑی تعداد نے رجوع کیا۔ گورنمنٹ کے ساتھ بات چیت جاری ہے اور اس سلسلے میں مقامی انتظامیہ نے مختلف اقدامات کا اعلان کیا ہے جس کے تحت عوام کو ریلیف فراہم کیا جائے گا اور ترقیاتی منصوبوں پر کام تیز کیا جائے گا۔ اجلاس میں متعدد امور پر تفصیلی غور کیا گیا اور فیصلہ کیا گیا کہ آئندہ چند روز میں عملی اقدامات اٹھائے جائیں گے۔ متعلقہ حکام نے یقین دہانی کرائی کہ تمام مسائل کو ترجیحی بنیادوں پر حل کیا جائے گا۔ bbox=[774, 497, 878, 621]
news-label: خبر bbox=[664, 314, 683, 326]
news-item-number: 65 bbox=[114, 661, 141, 673]
news-item-header bbox=[443, 693, 550, 707]
news-label: خبر bbox=[444, 288, 463, 301]
news-item-header bbox=[443, 287, 550, 301]
news-item-number: 53 bbox=[224, 931, 251, 943]
news-column bbox=[331, 15, 441, 2118]
news-item-number: 55 bbox=[224, 1185, 251, 1197]
news-item-number: 61 bbox=[114, 154, 141, 166]
news-item-text: سرکاری ملازمین کی تنخواہوں اور مراعات کے حوالے سے اجلاس منعقد ہوا جس میں متعدد تجاویز پر غور کیا گیا۔ گورنمنٹ کے ساتھ بات چیت جاری ہے اور اس سلسلے میں مقامی انتظامیہ نے مختلف اقدامات کا اعلان کیا ہے جس کے تحت عوام کو ریلیف فراہم کیا جائے گا اور ترقیاتی منصوبوں پر کام تیز کیا جائے گا۔ اجلاس میں متعدد امور پر تفصیلی غور کیا گیا اور فیصلہ کیا گیا کہ آئندہ چند روز میں عملی اقدامات اٹھائے جائیں گے۔ متعلقہ حکام نے یقین دہانی کرائی کہ تمام مسائل کو ترجیحی بنیادوں پر حل کیا جائے گا۔ bbox=[774, 210, 878, 335]
news-item-number: 70 bbox=[114, 1319, 141, 1332]
news-label: خبر bbox=[302, 1692, 321, 1704]
news-item-header bbox=[223, 1056, 331, 1070]
news-label: خبر bbox=[774, 625, 793, 637]
news-label: خبر bbox=[302, 542, 321, 555]
news-item-text: مختلف محکموں کے افسران کے تبادلے کر دیے گئے۔ گورنمنٹ کے ساتھ بات چیت جاری ہے اور اس سلسلے میں مقامی انتظامیہ نے مختلف اقدامات کا اعلان کیا ہے جس کے تحت عوام کو ریلیف فراہم کیا جائے گا اور ترقیاتی منصوبوں پر کام تیز کیا جائے گا۔ اجلاس میں متعدد امور پر تفصیلی غور کیا گیا اور فیصلہ کیا گیا کہ آئندہ چند روز میں عملی اقدامات اٹھائے جائیں گے۔ متعلقہ حکام نے یقین دہانی کرائی کہ تمام مسائل کو ترجیحی بنیادوں پر حل کیا جائے گا۔ bbox=[114, 169, 220, 277]
news-item-text: مختلف محکموں میں خالی آسامیوں پر بھرتی کا اعلان کیا گیا ہے۔ گورنمنٹ کے ساتھ بات چیت جاری ہے اور اس سلسلے میں مقامی انتظامیہ نے مختلف اقدامات کا اعلان کیا ہے جس کے تحت عوام کو ریلیف فراہم کیا جائے گا اور ترقیاتی منصوبوں پر کام تیز کیا جائے گا۔ اجلاس میں متعدد امور پر تفصیلی غور کیا گیا اور فیصلہ کیا گیا کہ آئندہ چند روز میں عملی اقدامات اٹھائے جائیں گے۔ متعلقہ حکام نے یقین دہانی کرائی کہ تمام مسائل کو ترجیحی بنیادوں پر حل کیا جائے گا۔ bbox=[444, 169, 549, 285]
news-item-number: 38 bbox=[334, 288, 360, 301]
news-item-number: 32 bbox=[523, 1074, 549, 1086]
news-item-number: 8 bbox=[852, 1055, 878, 1067]
news-item-text: ضلع میں صاف ستھرا مہم کا دوسرا مرحلہ شروع ہو گیا۔ گورنمنٹ کے ساتھ بات چیت جاری ہے اور اس سلسلے میں مقامی انتظامیہ نے مختلف اقدامات کا اعلان کیا ہے جس کے تحت عوام کو ریلیف فراہم کیا جائے گا اور ترقیاتی منصوبوں پر کام تیز کیا جائے گا۔ اجلاس میں متعدد امور پر تفصیلی غور کیا گیا اور فیصلہ کیا گیا کہ آئندہ چند روز میں عملی اقدامات اٹھائے جائیں گے۔ متعلقہ حکام نے یقین دہانی کرائی کہ تمام مسائل کو ترجیحی بنیادوں پر حل کیا جائے گا۔ bbox=[224, 685, 330, 801]
news-item-number: 6 bbox=[852, 768, 878, 780]
news-column bbox=[0, 15, 112, 1505]
news-label: خبر bbox=[411, 424, 431, 436]
news-item-number: 68 bbox=[114, 1066, 141, 1078]
news-item-header bbox=[113, 1318, 221, 1332]
news-item-text: نوجوانوں کے لیے فنی تربیت کے کورسز کا آغاز کیا گیا ہے۔ گورنمنٹ کے ساتھ بات چیت جاری ہے اور اس سلسلے میں مقامی انتظامیہ نے مختلف اقدامات کا اعلان کیا ہے جس کے تحت عوام کو ریلیف فراہم کیا جائے گا اور ترقیاتی منصوبوں پر کام تیز کیا جائے گا۔ اجلاس میں متعدد امور پر تفصیلی غور کیا گیا اور فیصلہ کیا گیا کہ آئندہ چند روز میں عملی اقدامات اٹھائے جائیں گے۔ متعلقہ حکام نے یقین دہانی کرائی کہ تمام مسائل کو ترجیحی بنیادوں پر حل کیا جائے گا۔ bbox=[334, 979, 440, 1096]
news-item-number: 57 bbox=[224, 1438, 251, 1450]
news-item-text: ہسپتالوں میں ادویات کی فراہمی یقینی بنانے کی ہدایت کی گئی۔ گورنمنٹ کے ساتھ بات چیت جاری ہے اور اس سلسلے میں مقامی انتظامیہ نے مختلف اقدامات کا اعلان کیا ہے جس کے تحت عوام کو ریلیف فراہم کیا جائے گا اور ترقیاتی منصوبوں پر کام تیز کیا جائے گا۔ اجلاس میں متعدد امور پر تفصیلی غور کیا گیا اور فیصلہ کیا گیا کہ آئندہ چند روز میں عملی اقدامات اٹھائے جائیں گے۔ متعلقہ حکام نے یقین دہانی کرائی کہ تمام مسائل کو ترجیحی بنیادوں پر حل کیا جائے گا۔ bbox=[554, 185, 659, 301]
news-item-text: شہر میں بین الاقوامی معیار کے کھیلوں کے میدان کی تعمیر جاری ہے۔ گورنمنٹ کے ساتھ بات چیت جاری ہے اور اس سلسلے میں مقامی انتظامیہ نے مختلف اقدامات کا اعلان کیا ہے جس کے تحت عوام کو ریلیف فراہم کیا جائے گا اور ترقیاتی منصوبوں پر کام تیز کیا جائے گا۔ اجلاس میں متعدد امور پر تفصیلی غور کیا گیا اور فیصلہ کیا گیا کہ آئندہ چند روز میں عملی اقدامات اٹھائے جائیں گے۔ متعلقہ حکام نے یقین دہانی کرائی کہ تمام مسائل کو ترجیحی بنیادوں پر حل کیا جائے گا۔ bbox=[114, 34, 220, 150]
news-label: خبر bbox=[302, 931, 321, 943]
news-item-header bbox=[113, 533, 221, 548]
news-label: خبر bbox=[444, 559, 463, 571]
news-label: خبر bbox=[302, 1311, 321, 1324]
news-item-number: 4 bbox=[852, 482, 878, 494]
news-label: خبر bbox=[664, 719, 683, 731]
news-label: خبر bbox=[411, 1234, 431, 1246]
news-item-text: بس اڈے کی تعمیر نو کا منصوبہ منظور کر لیا گیا۔ گورنمنٹ کے ساتھ بات چیت جاری ہے اور اس سلسلے میں مقامی انتظامیہ نے مختلف اقدامات کا اعلان کیا ہے جس کے تحت عوام کو ریلیف فراہم کیا جائے گا اور ترقیاتی منصوبوں پر کام تیز کیا جائے گا۔ اجلاس میں متعدد امور پر تفصیلی غور کیا گیا اور فیصلہ کیا گیا کہ آئندہ چند روز میں عملی اقدامات اٹھائے جائیں گے۔ متعلقہ حکام نے یقین دہانی کرائی کہ تمام مسائل کو ترجیحی بنیادوں پر حل کیا جائے گا۔ bbox=[224, 1073, 330, 1181]
news-item-text: تعلیمی سال کے آغاز پر طلبہ میں کتب تقسیم کی گئیں۔ گورنمنٹ کے ساتھ بات چیت جاری ہے اور اس سلسلے میں مقامی انتظامیہ نے مختلف اقدامات کا اعلان کیا ہے جس کے تحت عوام کو ریلیف فراہم کیا جائے گا اور ترقیاتی منصوبوں پر کام تیز کیا جائے گا۔ اجلاس میں متعدد امور پر تفصیلی غور کیا گیا اور فیصلہ کیا گیا کہ آئندہ چند روز میں عملی اقدامات اٹھائے جائیں گے۔ متعلقہ حکام نے یقین دہانی کرائی کہ تمام مسائل کو ترجیحی بنیادوں پر حل کیا جائے گا۔ bbox=[334, 304, 440, 420]
news-item-number: 29 bbox=[523, 693, 549, 706]
news-item-number: 33 bbox=[523, 1201, 549, 1214]
news-item-text: بازاروں میں قیمتوں پر کنٹرول کے لیے چھاپے مارے گئے۔ گورنمنٹ کے ساتھ بات چیت جاری ہے اور اس سلسلے میں مقامی انتظامیہ نے مختلف اقدامات کا اعلان کیا ہے جس کے تحت عوام کو ریلیف فراہم کیا جائے گا اور ترقیاتی منصوبوں پر کام تیز کیا جائے گا۔ اجلاس میں متعدد امور پر تفصیلی غور کیا گیا اور فیصلہ کیا گیا کہ آئندہ چند روز میں عملی اقدامات اٹھائے جائیں گے۔ متعلقہ حکام نے یقین دہانی کرائی کہ تمام مسائل کو ترجیحی بنیادوں پر حل کیا جائے گا۔ bbox=[554, 845, 659, 952]
news-item-number: 50 bbox=[224, 542, 251, 555]
news-label: خبر bbox=[302, 1438, 321, 1450]
news-item-header bbox=[553, 828, 660, 842]
news-item-number: 17 bbox=[633, 18, 659, 31]
